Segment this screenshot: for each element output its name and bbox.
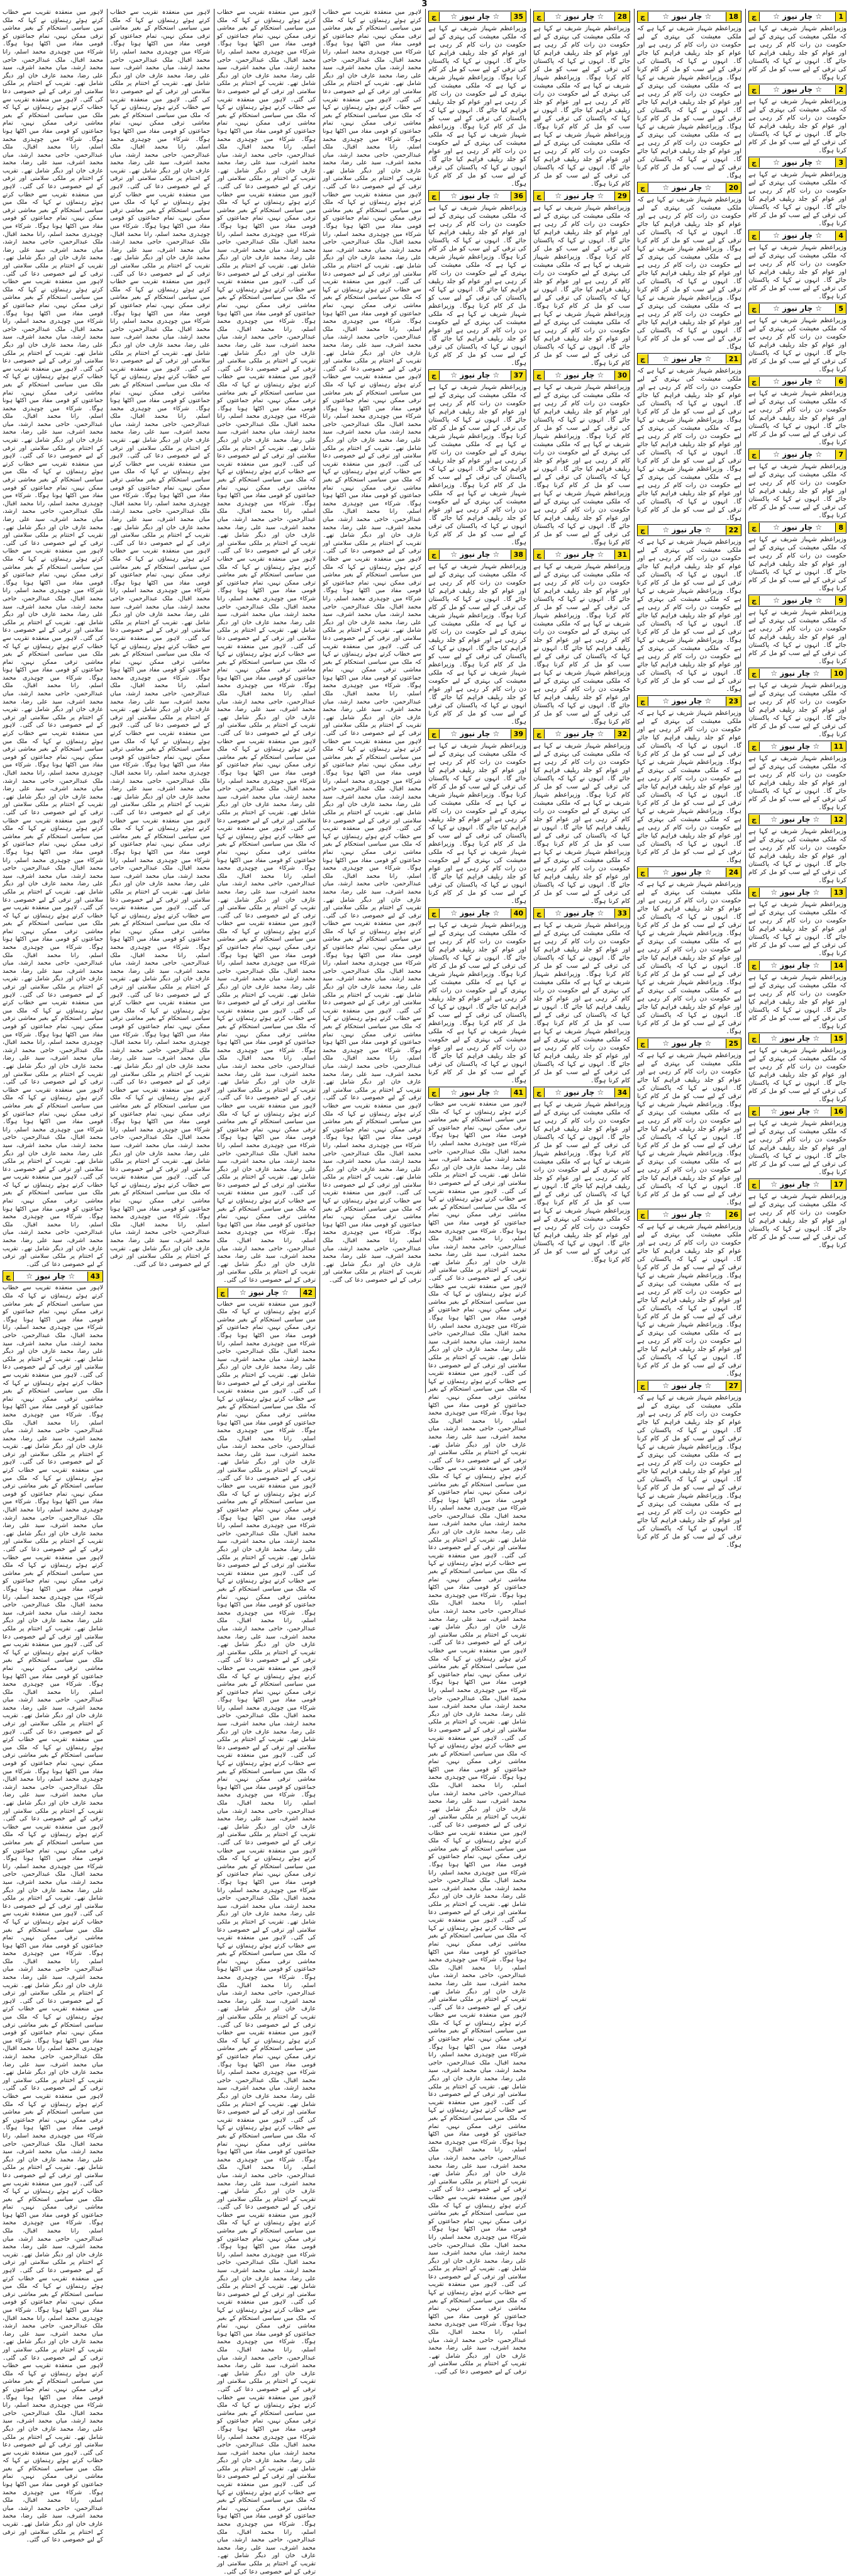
section-logo: چ xyxy=(638,1381,648,1391)
section-logo: چ xyxy=(429,729,440,739)
news-item-header xyxy=(533,728,630,740)
news-story: وزیراعظم شہباز شریف نے کہا ہے کہ ملکی معیشت کی بہتری کے لیے حکومت دن رات کام کر رہی ہے اور عوام کو جلد ریلیف فراہم کیا جائے گا۔ انہوں نے کہا کہ پاکستان کی ترقی کے لیے سب کو مل کر کام کرنا ہوگا۔ xyxy=(748,828,846,884)
section-title: ☆ چار نیوز ☆ xyxy=(662,1381,712,1390)
section-logo: چ xyxy=(749,1034,760,1043)
news-item-number: 36 xyxy=(511,191,526,201)
section-title: ☆ چار نیوز ☆ xyxy=(770,1034,820,1043)
page-number: 3 xyxy=(421,0,428,9)
news-story: لاہور میں منعقدہ تقریب سے خطاب کرتے ہوئے رہنماؤں نے کہا کہ ملک میں سیاسی استحکام کے بغیر معاشی ترقی ممکن نہیں، تمام جماعتوں کو قومی مفاد میں اکٹھا ہونا ہوگا۔ شرکاء میں چوہدری محمد اسلم، رانا محمد اقبال، ملک عبدالرحمن، حاجی محمد ارشد، میاں محمد اشرف، سید علی رضا، محمد عارف خان اور دیگر شامل تھے۔ تقریب کے اختتام پر ملکی سلامتی اور ترقی کے لیے خصوصی دعا کی گئی۔ لاہور میں منعقدہ تقریب سے خطاب کرتے ہوئے رہنماؤں نے کہا کہ ملک میں سیاسی استحکام کے بغیر معاشی ترقی ممکن نہیں، تمام جماعتوں کو قومی مفاد میں اکٹھا ہونا ہوگا۔ شرکاء میں چوہدری محمد اسلم، رانا محمد اقبال، ملک عبدالرحمن، حاجی محمد ارشد، میاں محمد اشرف، سید علی رضا، محمد عارف خان اور دیگر شامل تھے۔ تقریب کے اختتام پر ملکی سلامتی اور ترقی کے لیے خصوصی دعا کی گئی۔ لاہور میں منعقدہ تقریب سے خطاب کرتے ہوئے رہنماؤں نے کہا کہ ملک میں سیاسی استحکام کے بغیر معاشی ترقی ممکن نہیں، تمام جماعتوں کو قومی مفاد میں اکٹھا ہونا ہوگا۔ شرکاء میں چوہدری محمد اسلم، رانا محمد اقبال، ملک عبدالرحمن، حاجی محمد ارشد، میاں محمد اشرف، سید علی رضا، محمد عارف خان اور دیگر شامل تھے۔ تقریب کے اختتام پر ملکی سلامتی اور ترقی کے لیے خصوصی دعا کی گئی۔ لاہور میں منعقدہ تقریب سے خطاب کرتے ہوئے رہنماؤں نے کہا کہ ملک میں سیاسی استحکام کے بغیر معاشی ترقی ممکن نہیں، تمام جماعتوں کو قومی مفاد میں اکٹھا ہونا ہوگا۔ شرکاء میں چوہدری محمد اسلم، رانا محمد اقبال، ملک عبدالرحمن، حاجی محمد ارشد، میاں محمد اشرف، سید علی رضا، محمد عارف خان اور دیگر شامل تھے۔ تقریب کے اختتام پر ملکی سلامتی اور ترقی کے لیے خصوصی دعا کی گئی۔ لاہور میں منعقدہ تقریب سے خطاب کرتے ہوئے رہنماؤں نے کہا کہ ملک میں سیاسی استحکام کے بغیر معاشی ترقی ممکن نہیں، تمام جماعتوں کو قومی مفاد میں اکٹھا ہونا ہوگا۔ شرکاء میں چوہدری محمد اسلم، رانا محمد اقبال، ملک عبدالرحمن، حاجی محمد ارشد، میاں محمد اشرف، سید علی رضا، محمد عارف خان اور دیگر شامل تھے۔ تقریب کے اختتام پر ملکی سلامتی اور ترقی کے لیے خصوصی دعا کی گئی۔ لاہور میں منعقدہ تقریب سے خطاب کرتے ہوئے رہنماؤں نے کہا کہ ملک میں سیاسی استحکام کے بغیر معاشی ترقی ممکن نہیں، تمام جماعتوں کو قومی مفاد میں اکٹھا ہونا ہوگا۔ شرکاء میں چوہدری محمد اسلم، رانا محمد اقبال، ملک عبدالرحمن، حاجی محمد ارشد، میاں محمد اشرف، سید علی رضا، محمد عارف خان اور دیگر شامل تھے۔ تقریب کے اختتام پر ملکی سلامتی اور ترقی کے لیے خصوصی دعا کی گئی۔ لاہور میں منعقدہ تقریب سے خطاب کرتے ہوئے رہنماؤں نے کہا کہ ملک میں سیاسی استحکام کے بغیر معاشی ترقی ممکن نہیں، تمام جماعتوں کو قومی مفاد میں اکٹھا ہونا ہوگا۔ شرکاء میں چوہدری محمد اسلم، رانا محمد اقبال، ملک عبدالرحمن، حاجی محمد ارشد، میاں محمد اشرف، سید علی رضا، محمد عارف خان اور دیگر شامل تھے۔ تقریب کے اختتام پر ملکی سلامتی اور ترقی کے لیے خصوصی دعا کی گئی۔ لاہور میں منعقدہ تقریب سے خطاب کرتے ہوئے رہنماؤں نے کہا کہ ملک میں سیاسی استحکام کے بغیر معاشی ترقی ممکن نہیں، تمام جماعتوں کو قومی مفاد میں اکٹھا ہونا ہوگا۔ شرکاء میں چوہدری محمد اسلم، رانا محمد اقبال، ملک عبدالرحمن، حاجی محمد ارشد، میاں محمد اشرف، سید علی رضا، محمد عارف خان اور دیگر شامل تھے۔ تقریب کے اختتام پر ملکی سلامتی اور ترقی کے لیے خصوصی دعا کی گئی۔ لاہور میں منعقدہ تقریب سے خطاب کرتے ہوئے رہنماؤں نے کہا کہ ملک میں سیاسی استحکام کے بغیر معاشی ترقی ممکن نہیں، تمام جماعتوں کو قومی مفاد میں اکٹھا ہونا ہوگا۔ شرکاء میں چوہدری محمد اسلم، رانا محمد اقبال، ملک عبدالرحمن، حاجی محمد ارشد، میاں محمد اشرف، سید علی رضا، محمد عارف خان اور دیگر شامل تھے۔ تقریب کے اختتام پر ملکی سلامتی اور ترقی کے لیے خصوصی دعا کی گئی۔ لاہور میں منعقدہ تقریب سے خطاب کرتے ہوئے رہنماؤں نے کہا کہ ملک میں سیاسی استحکام کے بغیر معاشی ترقی ممکن نہیں، تمام جماعتوں کو قومی مفاد میں اکٹھا ہونا ہوگا۔ شرکاء میں چوہدری محمد اسلم، رانا محمد اقبال، ملک عبدالرحمن، حاجی محمد ارشد، میاں محمد اشرف، سید علی رضا، محمد عارف خان اور دیگر شامل تھے۔ تقریب کے اختتام پر ملکی سلامتی اور ترقی کے لیے خصوصی دعا کی گئی۔ لاہور میں منعقدہ تقریب سے خطاب کرتے ہوئے رہنماؤں نے کہا کہ ملک میں سیاسی استحکام کے بغیر معاشی ترقی ممکن نہیں، تمام جماعتوں کو قومی مفاد میں اکٹھا ہونا ہوگا۔ شرکاء میں چوہدری محمد اسلم، رانا محمد اقبال، ملک عبدالرحمن، حاجی محمد ارشد، میاں محمد اشرف، سید علی رضا، محمد عارف خان اور دیگر شامل تھے۔ تقریب کے اختتام پر ملکی سلامتی اور ترقی کے لیے خصوصی دعا کی گئی۔ لاہور میں منعقدہ تقریب سے خطاب کرتے ہوئے رہنماؤں نے کہا کہ ملک میں سیاسی استحکام کے بغیر معاشی ترقی ممکن نہیں، تمام جماعتوں کو قومی مفاد میں اکٹھا ہونا ہوگا۔ شرکاء میں چوہدری محمد اسلم، رانا محمد اقبال، ملک عبدالرحمن، حاجی محمد ارشد، میاں محمد اشرف، سید علی رضا، محمد عارف خان اور دیگر شامل تھے۔ تقریب کے اختتام پر ملکی سلامتی اور ترقی کے لیے خصوصی دعا کی گئی۔ لاہور میں منعقدہ تقریب سے خطاب کرتے ہوئے رہنماؤں نے کہا کہ ملک میں سیاسی استحکام کے بغیر معاشی ترقی ممکن نہیں، تمام جماعتوں کو قومی مفاد میں اکٹھا ہونا ہوگا۔ شرکاء میں چوہدری محمد اسلم، رانا محمد اقبال، ملک عبدالرحمن، حاجی محمد ارشد، میاں محمد اشرف، سید علی رضا، محمد عارف خان اور دیگر شامل تھے۔ تقریب کے اختتام پر ملکی سلامتی اور ترقی کے لیے خصوصی دعا کی گئی۔ لاہور میں منعقدہ تقریب سے خطاب کرتے ہوئے رہنماؤں نے کہا کہ ملک میں سیاسی استحکام کے بغیر معاشی ترقی ممکن نہیں، تمام جماعتوں کو قومی مفاد میں اکٹھا ہونا ہوگا۔ شرکاء میں چوہدری محمد اسلم، رانا محمد اقبال، ملک عبدالرحمن، حاجی محمد ارشد، میاں محمد اشرف، سید علی رضا، محمد عارف خان اور دیگر شامل تھے۔ تقریب کے اختتام پر ملکی سلامتی اور ترقی کے لیے خصوصی دعا کی گئی۔ xyxy=(428,1100,526,2375)
news-item-number: 25 xyxy=(726,1039,741,1048)
news-item-header xyxy=(748,303,846,315)
section-logo: چ xyxy=(534,191,545,201)
section-logo: چ xyxy=(749,158,760,167)
section-logo: چ xyxy=(429,1088,440,1097)
news-item-number: 33 xyxy=(614,909,630,918)
section-logo: چ xyxy=(749,304,760,313)
news-story: وزیراعظم شہباز شریف نے کہا ہے کہ ملکی معیشت کی بہتری کے لیے حکومت دن رات کام کر رہی ہے اور عوام کو جلد ریلیف فراہم کیا جائے گا۔ انہوں نے کہا کہ پاکستان کی ترقی کے لیے سب کو مل کر کام کرنا ہوگا۔ xyxy=(748,25,846,81)
news-story: وزیراعظم شہباز شریف نے کہا ہے کہ ملکی معیشت کی بہتری کے لیے حکومت دن رات کام کر رہی ہے اور عوام کو جلد ریلیف فراہم کیا جائے گا۔ انہوں نے کہا کہ پاکستان کی ترقی کے لیے سب کو مل کر کام کرنا ہوگا۔ وزیراعظم شہباز شریف نے کہا ہے کہ ملکی معیشت کی بہتری کے لیے حکومت دن رات کام کر رہی ہے اور عوام کو جلد ریلیف فراہم کیا جائے گا۔ انہوں نے کہا کہ پاکستان کی ترقی کے لیے سب کو مل کر کام کرنا ہوگا۔ وزیراعظم شہباز شریف نے کہا ہے کہ ملکی معیشت کی بہتری کے لیے حکومت دن رات کام کر رہی ہے اور عوام کو جلد ریلیف فراہم کیا جائے گا۔ انہوں نے کہا کہ پاکستان کی ترقی کے لیے سب کو مل کر کام کرنا ہوگا۔ xyxy=(533,563,630,725)
section-title: ☆ چار نیوز ☆ xyxy=(555,1088,604,1097)
news-item-header xyxy=(533,907,630,919)
section-title: ☆ چار نیوز ☆ xyxy=(770,1180,820,1189)
news-item-header xyxy=(748,741,846,753)
news-item-number: 41 xyxy=(511,1088,526,1097)
section-logo: چ xyxy=(749,523,760,532)
section-logo: چ xyxy=(749,450,760,459)
section-logo: چ xyxy=(3,1272,14,1281)
news-item-number: 40 xyxy=(511,909,526,918)
section-logo: چ xyxy=(638,354,648,364)
news-item-number: 15 xyxy=(831,1034,846,1043)
news-item-number: 14 xyxy=(831,961,846,970)
news-column-6 xyxy=(214,9,318,2575)
section-logo: چ xyxy=(638,525,648,535)
news-item-number: 4 xyxy=(835,231,846,240)
section-title: ☆ چار نیوز ☆ xyxy=(662,183,712,192)
section-logo: چ xyxy=(534,371,545,380)
news-item-number: 22 xyxy=(726,525,741,535)
news-item-header xyxy=(748,84,846,96)
news-column-7 xyxy=(107,9,213,1393)
news-story: وزیراعظم شہباز شریف نے کہا ہے کہ ملکی معیشت کی بہتری کے لیے حکومت دن رات کام کر رہی ہے اور عوام کو جلد ریلیف فراہم کیا جائے گا۔ انہوں نے کہا کہ پاکستان کی ترقی کے لیے سب کو مل کر کام کرنا ہوگا۔ وزیراعظم شہباز شریف نے کہا ہے کہ ملکی معیشت کی بہتری کے لیے حکومت دن رات کام کر رہی ہے اور عوام کو جلد ریلیف فراہم کیا جائے گا۔ انہوں نے کہا کہ پاکستان کی ترقی کے لیے سب کو مل کر کام کرنا ہوگا۔ وزیراعظم شہباز شریف نے کہا ہے کہ ملکی معیشت کی بہتری کے لیے حکومت دن رات کام کر رہی ہے اور عوام کو جلد ریلیف فراہم کیا جائے گا۔ انہوں نے کہا کہ پاکستان کی ترقی کے لیے سب کو مل کر کام کرنا ہوگا۔ xyxy=(533,25,630,188)
section-logo: چ xyxy=(534,909,545,918)
news-story: وزیراعظم شہباز شریف نے کہا ہے کہ ملکی معیشت کی بہتری کے لیے حکومت دن رات کام کر رہی ہے اور عوام کو جلد ریلیف فراہم کیا جائے گا۔ انہوں نے کہا کہ پاکستان کی ترقی کے لیے سب کو مل کر کام کرنا ہوگا۔ xyxy=(748,755,846,811)
news-item-header xyxy=(428,907,526,919)
section-title: ☆ چار نیوز ☆ xyxy=(555,909,604,917)
news-item-number: 16 xyxy=(831,1107,846,1116)
news-story: وزیراعظم شہباز شریف نے کہا ہے کہ ملکی معیشت کی بہتری کے لیے حکومت دن رات کام کر رہی ہے اور عوام کو جلد ریلیف فراہم کیا جائے گا۔ انہوں نے کہا کہ پاکستان کی ترقی کے لیے سب کو مل کر کام کرنا ہوگا۔ xyxy=(748,1047,846,1103)
news-story: وزیراعظم شہباز شریف نے کہا ہے کہ ملکی معیشت کی بہتری کے لیے حکومت دن رات کام کر رہی ہے اور عوام کو جلد ریلیف فراہم کیا جائے گا۔ انہوں نے کہا کہ پاکستان کی ترقی کے لیے سب کو مل کر کام کرنا ہوگا۔ xyxy=(748,317,846,373)
news-item-number: 35 xyxy=(511,12,526,21)
news-item-header xyxy=(637,11,741,23)
news-story: وزیراعظم شہباز شریف نے کہا ہے کہ ملکی معیشت کی بہتری کے لیے حکومت دن رات کام کر رہی ہے اور عوام کو جلد ریلیف فراہم کیا جائے گا۔ انہوں نے کہا کہ پاکستان کی ترقی کے لیے سب کو مل کر کام کرنا ہوگا۔ وزیراعظم شہباز شریف نے کہا ہے کہ ملکی معیشت کی بہتری کے لیے حکومت دن رات کام کر رہی ہے اور عوام کو جلد ریلیف فراہم کیا جائے گا۔ انہوں نے کہا کہ پاکستان کی ترقی کے لیے سب کو مل کر کام کرنا ہوگا۔ وزیراعظم شہباز شریف نے کہا ہے کہ ملکی معیشت کی بہتری کے لیے حکومت دن رات کام کر رہی ہے اور عوام کو جلد ریلیف فراہم کیا جائے گا۔ انہوں نے کہا کہ پاکستان کی ترقی کے لیے سب کو مل کر کام کرنا ہوگا۔ xyxy=(637,539,741,693)
news-story: وزیراعظم شہباز شریف نے کہا ہے کہ ملکی معیشت کی بہتری کے لیے حکومت دن رات کام کر رہی ہے اور عوام کو جلد ریلیف فراہم کیا جائے گا۔ انہوں نے کہا کہ پاکستان کی ترقی کے لیے سب کو مل کر کام کرنا ہوگا۔ xyxy=(748,390,846,446)
news-item-header xyxy=(533,11,630,23)
news-story: وزیراعظم شہباز شریف نے کہا ہے کہ ملکی معیشت کی بہتری کے لیے حکومت دن رات کام کر رہی ہے اور عوام کو جلد ریلیف فراہم کیا جائے گا۔ انہوں نے کہا کہ پاکستان کی ترقی کے لیے سب کو مل کر کام کرنا ہوگا۔ xyxy=(748,901,846,957)
news-column-5 xyxy=(319,9,424,1393)
section-logo: چ xyxy=(749,85,760,94)
news-story: لاہور میں منعقدہ تقریب سے خطاب کرتے ہوئے رہنماؤں نے کہا کہ ملک میں سیاسی استحکام کے بغیر معاشی ترقی ممکن نہیں، تمام جماعتوں کو قومی مفاد میں اکٹھا ہونا ہوگا۔ شرکاء میں چوہدری محمد اسلم، رانا محمد اقبال، ملک عبدالرحمن، حاجی محمد ارشد، میاں محمد اشرف، سید علی رضا، محمد عارف خان اور دیگر شامل تھے۔ تقریب کے اختتام پر ملکی سلامتی اور ترقی کے لیے خصوصی دعا کی گئی۔ لاہور میں منعقدہ تقریب سے خطاب کرتے ہوئے رہنماؤں نے کہا کہ ملک میں سیاسی استحکام کے بغیر معاشی ترقی ممکن نہیں، تمام جماعتوں کو قومی مفاد میں اکٹھا ہونا ہوگا۔ شرکاء میں چوہدری محمد اسلم، رانا محمد اقبال، ملک عبدالرحمن، حاجی محمد ارشد، میاں محمد اشرف، سید علی رضا، محمد عارف خان اور دیگر شامل تھے۔ تقریب کے اختتام پر ملکی سلامتی اور ترقی کے لیے خصوصی دعا کی گئی۔ لاہور میں منعقدہ تقریب سے خطاب کرتے ہوئے رہنماؤں نے کہا کہ ملک میں سیاسی استحکام کے بغیر معاشی ترقی ممکن نہیں، تمام جماعتوں کو قومی مفاد میں اکٹھا ہونا ہوگا۔ شرکاء میں چوہدری محمد اسلم، رانا محمد اقبال، ملک عبدالرحمن، حاجی محمد ارشد، میاں محمد اشرف، سید علی رضا، محمد عارف خان اور دیگر شامل تھے۔ تقریب کے اختتام پر ملکی سلامتی اور ترقی کے لیے خصوصی دعا کی گئی۔ لاہور میں منعقدہ تقریب سے خطاب کرتے ہوئے رہنماؤں نے کہا کہ ملک میں سیاسی استحکام کے بغیر معاشی ترقی ممکن نہیں، تمام جماعتوں کو قومی مفاد میں اکٹھا ہونا ہوگا۔ شرکاء میں چوہدری محمد اسلم، رانا محمد اقبال، ملک عبدالرحمن، حاجی محمد ارشد، میاں محمد اشرف، سید علی رضا، محمد عارف خان اور دیگر شامل تھے۔ تقریب کے اختتام پر ملکی سلامتی اور ترقی کے لیے خصوصی دعا کی گئی۔ لاہور میں منعقدہ تقریب سے خطاب کرتے ہوئے رہنماؤں نے کہا کہ ملک میں سیاسی استحکام کے بغیر معاشی ترقی ممکن نہیں، تمام جماعتوں کو قومی مفاد میں اکٹھا ہونا ہوگا۔ شرکاء میں چوہدری محمد اسلم، رانا محمد اقبال، ملک عبدالرحمن، حاجی محمد ارشد، میاں محمد اشرف، سید علی رضا، محمد عارف خان اور دیگر شامل تھے۔ تقریب کے اختتام پر ملکی سلامتی اور ترقی کے لیے خصوصی دعا کی گئی۔ لاہور میں منعقدہ تقریب سے خطاب کرتے ہوئے رہنماؤں نے کہا کہ ملک میں سیاسی استحکام کے بغیر معاشی ترقی ممکن نہیں، تمام جماعتوں کو قومی مفاد میں اکٹھا ہونا ہوگا۔ شرکاء میں چوہدری محمد اسلم، رانا محمد اقبال، ملک عبدالرحمن، حاجی محمد ارشد، میاں محمد اشرف، سید علی رضا، محمد عارف خان اور دیگر شامل تھے۔ تقریب کے اختتام پر ملکی سلامتی اور ترقی کے لیے خصوصی دعا کی گئی۔ لاہور میں منعقدہ تقریب سے خطاب کرتے ہوئے رہنماؤں نے کہا کہ ملک میں سیاسی استحکام کے بغیر معاشی ترقی ممکن نہیں، تمام جماعتوں کو قومی مفاد میں اکٹھا ہونا ہوگا۔ شرکاء میں چوہدری محمد اسلم، رانا محمد اقبال، ملک عبدالرحمن، حاجی محمد ارشد، میاں محمد اشرف، سید علی رضا، محمد عارف خان اور دیگر شامل تھے۔ تقریب کے اختتام پر ملکی سلامتی اور ترقی کے لیے خصوصی دعا کی گئی۔ لاہور میں منعقدہ تقریب سے خطاب کرتے ہوئے رہنماؤں نے کہا کہ ملک میں سیاسی استحکام کے بغیر معاشی ترقی ممکن نہیں، تمام جماعتوں کو قومی مفاد میں اکٹھا ہونا ہوگا۔ شرکاء میں چوہدری محمد اسلم، رانا محمد اقبال، ملک عبدالرحمن، حاجی محمد ارشد، میاں محمد اشرف، سید علی رضا، محمد عارف خان اور دیگر شامل تھے۔ تقریب کے اختتام پر ملکی سلامتی اور ترقی کے لیے خصوصی دعا کی گئی۔ لاہور میں منعقدہ تقریب سے خطاب کرتے ہوئے رہنماؤں نے کہا کہ ملک میں سیاسی استحکام کے بغیر معاشی ترقی ممکن نہیں، تمام جماعتوں کو قومی مفاد میں اکٹھا ہونا ہوگا۔ شرکاء میں چوہدری محمد اسلم، رانا محمد اقبال، ملک عبدالرحمن، حاجی محمد ارشد، میاں محمد اشرف، سید علی رضا، محمد عارف خان اور دیگر شامل تھے۔ تقریب کے اختتام پر ملکی سلامتی اور ترقی کے لیے خصوصی دعا کی گئی۔ لاہور میں منعقدہ تقریب سے خطاب کرتے ہوئے رہنماؤں نے کہا کہ ملک میں سیاسی استحکام کے بغیر معاشی ترقی ممکن نہیں، تمام جماعتوں کو قومی مفاد میں اکٹھا ہونا ہوگا۔ شرکاء میں چوہدری محمد اسلم، رانا محمد اقبال، ملک عبدالرحمن، حاجی محمد ارشد، میاں محمد اشرف، سید علی رضا، محمد عارف خان اور دیگر شامل تھے۔ تقریب کے اختتام پر ملکی سلامتی اور ترقی کے لیے خصوصی دعا کی گئی۔ لاہور میں منعقدہ تقریب سے خطاب کرتے ہوئے رہنماؤں نے کہا کہ ملک میں سیاسی استحکام کے بغیر معاشی ترقی ممکن نہیں، تمام جماعتوں کو قومی مفاد میں اکٹھا ہونا ہوگا۔ شرکاء میں چوہدری محمد اسلم، رانا محمد اقبال، ملک عبدالرحمن، حاجی محمد ارشد، میاں محمد اشرف، سید علی رضا، محمد عارف خان اور دیگر شامل تھے۔ تقریب کے اختتام پر ملکی سلامتی اور ترقی کے لیے خصوصی دعا کی گئی۔ لاہور میں منعقدہ تقریب سے خطاب کرتے ہوئے رہنماؤں نے کہا کہ ملک میں سیاسی استحکام کے بغیر معاشی ترقی ممکن نہیں، تمام جماعتوں کو قومی مفاد میں اکٹھا ہونا ہوگا۔ شرکاء میں چوہدری محمد اسلم، رانا محمد اقبال، ملک عبدالرحمن، حاجی محمد ارشد، میاں محمد اشرف، سید علی رضا، محمد عارف خان اور دیگر شامل تھے۔ تقریب کے اختتام پر ملکی سلامتی اور ترقی کے لیے خصوصی دعا کی گئی۔ لاہور میں منعقدہ تقریب سے خطاب کرتے ہوئے رہنماؤں نے کہا کہ ملک میں سیاسی استحکام کے بغیر معاشی ترقی ممکن نہیں، تمام جماعتوں کو قومی مفاد میں اکٹھا ہونا ہوگا۔ شرکاء میں چوہدری محمد اسلم، رانا محمد اقبال، ملک عبدالرحمن، حاجی محمد ارشد، میاں محمد اشرف، سید علی رضا، محمد عارف خان اور دیگر شامل تھے۔ تقریب کے اختتام پر ملکی سلامتی اور ترقی کے لیے خصوصی دعا کی گئی۔ لاہور میں منعقدہ تقریب سے خطاب کرتے ہوئے رہنماؤں نے کہا کہ ملک میں سیاسی استحکام کے بغیر معاشی ترقی ممکن نہیں، تمام جماعتوں کو قومی مفاد میں اکٹھا ہونا ہوگا۔ شرکاء میں چوہدری محمد اسلم، رانا محمد اقبال، ملک عبدالرحمن، حاجی محمد ارشد، میاں محمد اشرف، سید علی رضا، محمد عارف خان اور دیگر شامل تھے۔ تقریب کے اختتام پر ملکی سلامتی اور ترقی کے لیے خصوصی دعا کی گئی۔ xyxy=(3,9,103,1268)
section-title: ☆ چار نیوز ☆ xyxy=(770,815,820,824)
news-story: وزیراعظم شہباز شریف نے کہا ہے کہ ملکی معیشت کی بہتری کے لیے حکومت دن رات کام کر رہی ہے اور عوام کو جلد ریلیف فراہم کیا جائے گا۔ انہوں نے کہا کہ پاکستان کی ترقی کے لیے سب کو مل کر کام کرنا ہوگا۔ وزیراعظم شہباز شریف نے کہا ہے کہ ملکی معیشت کی بہتری کے لیے حکومت دن رات کام کر رہی ہے اور عوام کو جلد ریلیف فراہم کیا جائے گا۔ انہوں نے کہا کہ پاکستان کی ترقی کے لیے سب کو مل کر کام کرنا ہوگا۔ وزیراعظم شہباز شریف نے کہا ہے کہ ملکی معیشت کی بہتری کے لیے حکومت دن رات کام کر رہی ہے اور عوام کو جلد ریلیف فراہم کیا جائے گا۔ انہوں نے کہا کہ پاکستان کی ترقی کے لیے سب کو مل کر کام کرنا ہوگا۔ xyxy=(428,25,526,188)
section-title: ☆ چار نیوز ☆ xyxy=(239,1287,289,1297)
section-title: ☆ چار نیوز ☆ xyxy=(662,1210,712,1219)
news-item-number: 32 xyxy=(614,729,630,739)
section-logo: چ xyxy=(749,12,760,21)
news-item-number: 38 xyxy=(511,550,526,559)
news-item-number: 8 xyxy=(835,523,846,532)
section-logo: چ xyxy=(429,550,440,559)
news-item-header xyxy=(533,1087,630,1099)
news-item-header xyxy=(637,524,741,536)
section-title: ☆ چار نیوز ☆ xyxy=(555,550,604,559)
news-item-header xyxy=(748,522,846,534)
news-item-number: 42 xyxy=(300,1288,315,1297)
news-item-header xyxy=(637,695,741,707)
news-story: وزیراعظم شہباز شریف نے کہا ہے کہ ملکی معیشت کی بہتری کے لیے حکومت دن رات کام کر رہی ہے اور عوام کو جلد ریلیف فراہم کیا جائے گا۔ انہوں نے کہا کہ پاکستان کی ترقی کے لیے سب کو مل کر کام کرنا ہوگا۔ xyxy=(748,609,846,665)
section-logo: چ xyxy=(429,12,440,21)
news-column-3 xyxy=(530,9,633,1393)
news-story: وزیراعظم شہباز شریف نے کہا ہے کہ ملکی معیشت کی بہتری کے لیے حکومت دن رات کام کر رہی ہے اور عوام کو جلد ریلیف فراہم کیا جائے گا۔ انہوں نے کہا کہ پاکستان کی ترقی کے لیے سب کو مل کر کام کرنا ہوگا۔ xyxy=(748,536,846,592)
section-logo: چ xyxy=(638,697,648,706)
section-logo: چ xyxy=(749,961,760,970)
news-story: لاہور میں منعقدہ تقریب سے خطاب کرتے ہوئے رہنماؤں نے کہا کہ ملک میں سیاسی استحکام کے بغیر معاشی ترقی ممکن نہیں، تمام جماعتوں کو قومی مفاد میں اکٹھا ہونا ہوگا۔ شرکاء میں چوہدری محمد اسلم، رانا محمد اقبال، ملک عبدالرحمن، حاجی محمد ارشد، میاں محمد اشرف، سید علی رضا، محمد عارف خان اور دیگر شامل تھے۔ تقریب کے اختتام پر ملکی سلامتی اور ترقی کے لیے خصوصی دعا کی گئی۔ لاہور میں منعقدہ تقریب سے خطاب کرتے ہوئے رہنماؤں نے کہا کہ ملک میں سیاسی استحکام کے بغیر معاشی ترقی ممکن نہیں، تمام جماعتوں کو قومی مفاد میں اکٹھا ہونا ہوگا۔ شرکاء میں چوہدری محمد اسلم، رانا محمد اقبال، ملک عبدالرحمن، حاجی محمد ارشد، میاں محمد اشرف، سید علی رضا، محمد عارف خان اور دیگر شامل تھے۔ تقریب کے اختتام پر ملکی سلامتی اور ترقی کے لیے خصوصی دعا کی گئی۔ لاہور میں منعقدہ تقریب سے خطاب کرتے ہوئے رہنماؤں نے کہا کہ ملک میں سیاسی استحکام کے بغیر معاشی ترقی ممکن نہیں، تمام جماعتوں کو قومی مفاد میں اکٹھا ہونا ہوگا۔ شرکاء میں چوہدری محمد اسلم، رانا محمد اقبال، ملک عبدالرحمن، حاجی محمد ارشد، میاں محمد اشرف، سید علی رضا، محمد عارف خان اور دیگر شامل تھے۔ تقریب کے اختتام پر ملکی سلامتی اور ترقی کے لیے خصوصی دعا کی گئی۔ لاہور میں منعقدہ تقریب سے خطاب کرتے ہوئے رہنماؤں نے کہا کہ ملک میں سیاسی استحکام کے بغیر معاشی ترقی ممکن نہیں، تمام جماعتوں کو قومی مفاد میں اکٹھا ہونا ہوگا۔ شرکاء میں چوہدری محمد اسلم، رانا محمد اقبال، ملک عبدالرحمن، حاجی محمد ارشد، میاں محمد اشرف، سید علی رضا، محمد عارف خان اور دیگر شامل تھے۔ تقریب کے اختتام پر ملکی سلامتی اور ترقی کے لیے خصوصی دعا کی گئی۔ لاہور میں منعقدہ تقریب سے خطاب کرتے ہوئے رہنماؤں نے کہا کہ ملک میں سیاسی استحکام کے بغیر معاشی ترقی ممکن نہیں، تمام جماعتوں کو قومی مفاد میں اکٹھا ہونا ہوگا۔ شرکاء میں چوہدری محمد اسلم، رانا محمد اقبال، ملک عبدالرحمن، حاجی محمد ارشد، میاں محمد اشرف، سید علی رضا، محمد عارف خان اور دیگر شامل تھے۔ تقریب کے اختتام پر ملکی سلامتی اور ترقی کے لیے خصوصی دعا کی گئی۔ لاہور میں منعقدہ تقریب سے خطاب کرتے ہوئے رہنماؤں نے کہا کہ ملک میں سیاسی استحکام کے بغیر معاشی ترقی ممکن نہیں، تمام جماعتوں کو قومی مفاد میں اکٹھا ہونا ہوگا۔ شرکاء میں چوہدری محمد اسلم، رانا محمد اقبال، ملک عبدالرحمن، حاجی محمد ارشد، میاں محمد اشرف، سید علی رضا، محمد عارف خان اور دیگر شامل تھے۔ تقریب کے اختتام پر ملکی سلامتی اور ترقی کے لیے خصوصی دعا کی گئی۔ لاہور میں منعقدہ تقریب سے خطاب کرتے ہوئے رہنماؤں نے کہا کہ ملک میں سیاسی استحکام کے بغیر معاشی ترقی ممکن نہیں، تمام جماعتوں کو قومی مفاد میں اکٹھا ہونا ہوگا۔ شرکاء میں چوہدری محمد اسلم، رانا محمد اقبال، ملک عبدالرحمن، حاجی محمد ارشد، میاں محمد اشرف، سید علی رضا، محمد عارف خان اور دیگر شامل تھے۔ تقریب کے اختتام پر ملکی سلامتی اور ترقی کے لیے خصوصی دعا کی گئی۔ لاہور میں منعقدہ تقریب سے خطاب کرتے ہوئے رہنماؤں نے کہا کہ ملک میں سیاسی استحکام کے بغیر معاشی ترقی ممکن نہیں، تمام جماعتوں کو قومی مفاد میں اکٹھا ہونا ہوگا۔ شرکاء میں چوہدری محمد اسلم، رانا محمد اقبال، ملک عبدالرحمن، حاجی محمد ارشد، میاں محمد اشرف، سید علی رضا، محمد عارف خان اور دیگر شامل تھے۔ تقریب کے اختتام پر ملکی سلامتی اور ترقی کے لیے خصوصی دعا کی گئی۔ لاہور میں منعقدہ تقریب سے خطاب کرتے ہوئے رہنماؤں نے کہا کہ ملک میں سیاسی استحکام کے بغیر معاشی ترقی ممکن نہیں، تمام جماعتوں کو قومی مفاد میں اکٹھا ہونا ہوگا۔ شرکاء میں چوہدری محمد اسلم، رانا محمد اقبال، ملک عبدالرحمن، حاجی محمد ارشد، میاں محمد اشرف، سید علی رضا، محمد عارف خان اور دیگر شامل تھے۔ تقریب کے اختتام پر ملکی سلامتی اور ترقی کے لیے خصوصی دعا کی گئی۔ لاہور میں منعقدہ تقریب سے خطاب کرتے ہوئے رہنماؤں نے کہا کہ ملک میں سیاسی استحکام کے بغیر معاشی ترقی ممکن نہیں، تمام جماعتوں کو قومی مفاد میں اکٹھا ہونا ہوگا۔ شرکاء میں چوہدری محمد اسلم، رانا محمد اقبال، ملک عبدالرحمن، حاجی محمد ارشد، میاں محمد اشرف، سید علی رضا، محمد عارف خان اور دیگر شامل تھے۔ تقریب کے اختتام پر ملکی سلامتی اور ترقی کے لیے خصوصی دعا کی گئی۔ لاہور میں منعقدہ تقریب سے خطاب کرتے ہوئے رہنماؤں نے کہا کہ ملک میں سیاسی استحکام کے بغیر معاشی ترقی ممکن نہیں، تمام جماعتوں کو قومی مفاد میں اکٹھا ہونا ہوگا۔ شرکاء میں چوہدری محمد اسلم، رانا محمد اقبال، ملک عبدالرحمن، حاجی محمد ارشد، میاں محمد اشرف، سید علی رضا، محمد عارف خان اور دیگر شامل تھے۔ تقریب کے اختتام پر ملکی سلامتی اور ترقی کے لیے خصوصی دعا کی گئی۔ لاہور میں منعقدہ تقریب سے خطاب کرتے ہوئے رہنماؤں نے کہا کہ ملک میں سیاسی استحکام کے بغیر معاشی ترقی ممکن نہیں، تمام جماعتوں کو قومی مفاد میں اکٹھا ہونا ہوگا۔ شرکاء میں چوہدری محمد اسلم، رانا محمد اقبال، ملک عبدالرحمن، حاجی محمد ارشد، میاں محمد اشرف، سید علی رضا، محمد عارف خان اور دیگر شامل تھے۔ تقریب کے اختتام پر ملکی سلامتی اور ترقی کے لیے خصوصی دعا کی گئی۔ لاہور میں منعقدہ تقریب سے خطاب کرتے ہوئے رہنماؤں نے کہا کہ ملک میں سیاسی استحکام کے بغیر معاشی ترقی ممکن نہیں، تمام جماعتوں کو قومی مفاد میں اکٹھا ہونا ہوگا۔ شرکاء میں چوہدری محمد اسلم، رانا محمد اقبال، ملک عبدالرحمن، حاجی محمد ارشد، میاں محمد اشرف، سید علی رضا، محمد عارف خان اور دیگر شامل تھے۔ تقریب کے اختتام پر ملکی سلامتی اور ترقی کے لیے خصوصی دعا کی گئی۔ لاہور میں منعقدہ تقریب سے خطاب کرتے ہوئے رہنماؤں نے کہا کہ ملک میں سیاسی استحکام کے بغیر معاشی ترقی ممکن نہیں، تمام جماعتوں کو قومی مفاد میں اکٹھا ہونا ہوگا۔ شرکاء میں چوہدری محمد اسلم، رانا محمد اقبال، ملک عبدالرحمن، حاجی محمد ارشد، میاں محمد اشرف، سید علی رضا، محمد عارف خان اور دیگر شامل تھے۔ تقریب کے اختتام پر ملکی سلامتی اور ترقی کے لیے خصوصی دعا کی گئی۔ xyxy=(323,9,421,1284)
news-item-number: 21 xyxy=(726,354,741,364)
news-item-header xyxy=(3,1270,103,1282)
news-item-header xyxy=(428,11,526,23)
news-item-number: 11 xyxy=(831,742,846,751)
section-title: ☆ چار نیوز ☆ xyxy=(773,231,823,240)
news-item-header xyxy=(748,157,846,169)
section-title: ☆ چار نیوز ☆ xyxy=(770,888,820,897)
news-item-number: 26 xyxy=(726,1210,741,1219)
news-story: وزیراعظم شہباز شریف نے کہا ہے کہ ملکی معیشت کی بہتری کے لیے حکومت دن رات کام کر رہی ہے اور عوام کو جلد ریلیف فراہم کیا جائے گا۔ انہوں نے کہا کہ پاکستان کی ترقی کے لیے سب کو مل کر کام کرنا ہوگا۔ وزیراعظم شہباز شریف نے کہا ہے کہ ملکی معیشت کی بہتری کے لیے حکومت دن رات کام کر رہی ہے اور عوام کو جلد ریلیف فراہم کیا جائے گا۔ انہوں نے کہا کہ پاکستان کی ترقی کے لیے سب کو مل کر کام کرنا ہوگا۔ وزیراعظم شہباز شریف نے کہا ہے کہ ملکی معیشت کی بہتری کے لیے حکومت دن رات کام کر رہی ہے اور عوام کو جلد ریلیف فراہم کیا جائے گا۔ انہوں نے کہا کہ پاکستان کی ترقی کے لیے سب کو مل کر کام کرنا ہوگا۔ xyxy=(533,1101,630,1263)
section-title: ☆ چار نیوز ☆ xyxy=(662,354,712,363)
news-story: وزیراعظم شہباز شریف نے کہا ہے کہ ملکی معیشت کی بہتری کے لیے حکومت دن رات کام کر رہی ہے اور عوام کو جلد ریلیف فراہم کیا جائے گا۔ انہوں نے کہا کہ پاکستان کی ترقی کے لیے سب کو مل کر کام کرنا ہوگا۔ وزیراعظم شہباز شریف نے کہا ہے کہ ملکی معیشت کی بہتری کے لیے حکومت دن رات کام کر رہی ہے اور عوام کو جلد ریلیف فراہم کیا جائے گا۔ انہوں نے کہا کہ پاکستان کی ترقی کے لیے سب کو مل کر کام کرنا ہوگا۔ وزیراعظم شہباز شریف نے کہا ہے کہ ملکی معیشت کی بہتری کے لیے حکومت دن رات کام کر رہی ہے اور عوام کو جلد ریلیف فراہم کیا جائے گا۔ انہوں نے کہا کہ پاکستان کی ترقی کے لیے سب کو مل کر کام کرنا ہوگا۔ xyxy=(428,204,526,367)
section-logo: چ xyxy=(749,888,760,897)
news-story: وزیراعظم شہباز شریف نے کہا ہے کہ ملکی معیشت کی بہتری کے لیے حکومت دن رات کام کر رہی ہے اور عوام کو جلد ریلیف فراہم کیا جائے گا۔ انہوں نے کہا کہ پاکستان کی ترقی کے لیے سب کو مل کر کام کرنا ہوگا۔ xyxy=(748,1193,846,1249)
news-item-header xyxy=(637,353,741,365)
news-item-header xyxy=(748,1106,846,1117)
news-item-header xyxy=(748,960,846,972)
news-item-number: 43 xyxy=(87,1272,103,1281)
news-item-number: 10 xyxy=(831,669,846,678)
news-item-header xyxy=(637,182,741,194)
section-title: ☆ چار نیوز ☆ xyxy=(555,371,604,379)
section-logo: چ xyxy=(749,377,760,386)
news-item-number: 7 xyxy=(835,450,846,459)
news-item-header xyxy=(748,1033,846,1044)
news-item-number: 3 xyxy=(835,158,846,167)
section-logo: چ xyxy=(749,815,760,824)
news-story: وزیراعظم شہباز شریف نے کہا ہے کہ ملکی معیشت کی بہتری کے لیے حکومت دن رات کام کر رہی ہے اور عوام کو جلد ریلیف فراہم کیا جائے گا۔ انہوں نے کہا کہ پاکستان کی ترقی کے لیے سب کو مل کر کام کرنا ہوگا۔ xyxy=(748,98,846,154)
news-item-number: 29 xyxy=(614,191,630,201)
news-item-number: 13 xyxy=(831,888,846,897)
news-column-1 xyxy=(745,9,849,1393)
news-item-header xyxy=(428,369,526,381)
section-logo: چ xyxy=(534,12,545,21)
news-story: وزیراعظم شہباز شریف نے کہا ہے کہ ملکی معیشت کی بہتری کے لیے حکومت دن رات کام کر رہی ہے اور عوام کو جلد ریلیف فراہم کیا جائے گا۔ انہوں نے کہا کہ پاکستان کی ترقی کے لیے سب کو مل کر کام کرنا ہوگا۔ وزیراعظم شہباز شریف نے کہا ہے کہ ملکی معیشت کی بہتری کے لیے حکومت دن رات کام کر رہی ہے اور عوام کو جلد ریلیف فراہم کیا جائے گا۔ انہوں نے کہا کہ پاکستان کی ترقی کے لیے سب کو مل کر کام کرنا ہوگا۔ وزیراعظم شہباز شریف نے کہا ہے کہ ملکی معیشت کی بہتری کے لیے حکومت دن رات کام کر رہی ہے اور عوام کو جلد ریلیف فراہم کیا جائے گا۔ انہوں نے کہا کہ پاکستان کی ترقی کے لیے سب کو مل کر کام کرنا ہوگا۔ xyxy=(637,710,741,864)
section-logo: چ xyxy=(638,1210,648,1219)
news-column-4 xyxy=(425,9,529,2375)
section-title: ☆ چار نیوز ☆ xyxy=(773,304,823,313)
section-title: ☆ چار نیوز ☆ xyxy=(555,729,604,738)
section-title: ☆ چار نیوز ☆ xyxy=(450,371,500,379)
section-title: ☆ چار نیوز ☆ xyxy=(770,669,820,678)
news-item-number: 20 xyxy=(726,183,741,193)
section-logo: چ xyxy=(749,1107,760,1116)
news-item-header xyxy=(217,1287,316,1299)
section-title: ☆ چار نیوز ☆ xyxy=(450,909,500,917)
news-item-number: 5 xyxy=(835,304,846,313)
section-title: ☆ چار نیوز ☆ xyxy=(773,450,823,459)
news-item-header xyxy=(748,376,846,388)
news-item-number: 30 xyxy=(614,371,630,380)
news-item-number: 28 xyxy=(614,12,630,21)
section-title: ☆ چار نیوز ☆ xyxy=(662,697,712,705)
news-item-header xyxy=(748,230,846,242)
news-story: وزیراعظم شہباز شریف نے کہا ہے کہ ملکی معیشت کی بہتری کے لیے حکومت دن رات کام کر رہی ہے اور عوام کو جلد ریلیف فراہم کیا جائے گا۔ انہوں نے کہا کہ پاکستان کی ترقی کے لیے سب کو مل کر کام کرنا ہوگا۔ وزیراعظم شہباز شریف نے کہا ہے کہ ملکی معیشت کی بہتری کے لیے حکومت دن رات کام کر رہی ہے اور عوام کو جلد ریلیف فراہم کیا جائے گا۔ انہوں نے کہا کہ پاکستان کی ترقی کے لیے سب کو مل کر کام کرنا ہوگا۔ وزیراعظم شہباز شریف نے کہا ہے کہ ملکی معیشت کی بہتری کے لیے حکومت دن رات کام کر رہی ہے اور عوام کو جلد ریلیف فراہم کیا جائے گا۔ انہوں نے کہا کہ پاکستان کی ترقی کے لیے سب کو مل کر کام کرنا ہوگا۔ xyxy=(428,742,526,905)
news-item-number: 24 xyxy=(726,868,741,877)
news-item-header xyxy=(533,190,630,202)
news-item-header xyxy=(637,1380,741,1392)
section-title: ☆ چار نیوز ☆ xyxy=(773,12,823,21)
news-item-header xyxy=(748,11,846,23)
section-logo: چ xyxy=(638,183,648,193)
news-story: وزیراعظم شہباز شریف نے کہا ہے کہ ملکی معیشت کی بہتری کے لیے حکومت دن رات کام کر رہی ہے اور عوام کو جلد ریلیف فراہم کیا جائے گا۔ انہوں نے کہا کہ پاکستان کی ترقی کے لیے سب کو مل کر کام کرنا ہوگا۔ وزیراعظم شہباز شریف نے کہا ہے کہ ملکی معیشت کی بہتری کے لیے حکومت دن رات کام کر رہی ہے اور عوام کو جلد ریلیف فراہم کیا جائے گا۔ انہوں نے کہا کہ پاکستان کی ترقی کے لیے سب کو مل کر کام کرنا ہوگا۔ وزیراعظم شہباز شریف نے کہا ہے کہ ملکی معیشت کی بہتری کے لیے حکومت دن رات کام کر رہی ہے اور عوام کو جلد ریلیف فراہم کیا جائے گا۔ انہوں نے کہا کہ پاکستان کی ترقی کے لیے سب کو مل کر کام کرنا ہوگا۔ xyxy=(428,922,526,1084)
news-item-header xyxy=(637,866,741,878)
section-logo: چ xyxy=(534,1088,545,1097)
section-logo: چ xyxy=(218,1288,228,1297)
section-title: ☆ چار نیوز ☆ xyxy=(662,525,712,534)
section-logo: چ xyxy=(429,909,440,918)
news-story: وزیراعظم شہباز شریف نے کہا ہے کہ ملکی معیشت کی بہتری کے لیے حکومت دن رات کام کر رہی ہے اور عوام کو جلد ریلیف فراہم کیا جائے گا۔ انہوں نے کہا کہ پاکستان کی ترقی کے لیے سب کو مل کر کام کرنا ہوگا۔ xyxy=(748,171,846,227)
news-item-header xyxy=(428,549,526,561)
news-item-number: 37 xyxy=(511,371,526,380)
news-item-number: 31 xyxy=(614,550,630,559)
section-title: ☆ چار نیوز ☆ xyxy=(773,523,823,532)
section-title: ☆ چار نیوز ☆ xyxy=(773,85,823,94)
news-item-number: 34 xyxy=(614,1088,630,1097)
news-story: وزیراعظم شہباز شریف نے کہا ہے کہ ملکی معیشت کی بہتری کے لیے حکومت دن رات کام کر رہی ہے اور عوام کو جلد ریلیف فراہم کیا جائے گا۔ انہوں نے کہا کہ پاکستان کی ترقی کے لیے سب کو مل کر کام کرنا ہوگا۔ وزیراعظم شہباز شریف نے کہا ہے کہ ملکی معیشت کی بہتری کے لیے حکومت دن رات کام کر رہی ہے اور عوام کو جلد ریلیف فراہم کیا جائے گا۔ انہوں نے کہا کہ پاکستان کی ترقی کے لیے سب کو مل کر کام کرنا ہوگا۔ وزیراعظم شہباز شریف نے کہا ہے کہ ملکی معیشت کی بہتری کے لیے حکومت دن رات کام کر رہی ہے اور عوام کو جلد ریلیف فراہم کیا جائے گا۔ انہوں نے کہا کہ پاکستان کی ترقی کے لیے سب کو مل کر کام کرنا ہوگا۔ xyxy=(533,384,630,546)
news-story: وزیراعظم شہباز شریف نے کہا ہے کہ ملکی معیشت کی بہتری کے لیے حکومت دن رات کام کر رہی ہے اور عوام کو جلد ریلیف فراہم کیا جائے گا۔ انہوں نے کہا کہ پاکستان کی ترقی کے لیے سب کو مل کر کام کرنا ہوگا۔ وزیراعظم شہباز شریف نے کہا ہے کہ ملکی معیشت کی بہتری کے لیے حکومت دن رات کام کر رہی ہے اور عوام کو جلد ریلیف فراہم کیا جائے گا۔ انہوں نے کہا کہ پاکستان کی ترقی کے لیے سب کو مل کر کام کرنا ہوگا۔ وزیراعظم شہباز شریف نے کہا ہے کہ ملکی معیشت کی بہتری کے لیے حکومت دن رات کام کر رہی ہے اور عوام کو جلد ریلیف فراہم کیا جائے گا۔ انہوں نے کہا کہ پاکستان کی ترقی کے لیے سب کو مل کر کام کرنا ہوگا۔ xyxy=(637,1394,741,1548)
section-title: ☆ چار نیوز ☆ xyxy=(662,1039,712,1048)
news-item-header xyxy=(748,814,846,826)
news-item-header xyxy=(637,1038,741,1050)
news-item-header xyxy=(748,449,846,461)
news-item-number: 23 xyxy=(726,697,741,706)
news-item-header xyxy=(533,549,630,561)
section-logo: چ xyxy=(534,550,545,559)
news-story: لاہور میں منعقدہ تقریب سے خطاب کرتے ہوئے رہنماؤں نے کہا کہ ملک میں سیاسی استحکام کے بغیر معاشی ترقی ممکن نہیں، تمام جماعتوں کو قومی مفاد میں اکٹھا ہونا ہوگا۔ شرکاء میں چوہدری محمد اسلم، رانا محمد اقبال، ملک عبدالرحمن، حاجی محمد ارشد، میاں محمد اشرف، سید علی رضا، محمد عارف خان اور دیگر شامل تھے۔ تقریب کے اختتام پر ملکی سلامتی اور ترقی کے لیے خصوصی دعا کی گئی۔ لاہور میں منعقدہ تقریب سے خطاب کرتے ہوئے رہنماؤں نے کہا کہ ملک میں سیاسی استحکام کے بغیر معاشی ترقی ممکن نہیں، تمام جماعتوں کو قومی مفاد میں اکٹھا ہونا ہوگا۔ شرکاء میں چوہدری محمد اسلم، رانا محمد اقبال، ملک عبدالرحمن، حاجی محمد ارشد، میاں محمد اشرف، سید علی رضا، محمد عارف خان اور دیگر شامل تھے۔ تقریب کے اختتام پر ملکی سلامتی اور ترقی کے لیے خصوصی دعا کی گئی۔ لاہور میں منعقدہ تقریب سے خطاب کرتے ہوئے رہنماؤں نے کہا کہ ملک میں سیاسی استحکام کے بغیر معاشی ترقی ممکن نہیں، تمام جماعتوں کو قومی مفاد میں اکٹھا ہونا ہوگا۔ شرکاء میں چوہدری محمد اسلم، رانا محمد اقبال، ملک عبدالرحمن، حاجی محمد ارشد، میاں محمد اشرف، سید علی رضا، محمد عارف خان اور دیگر شامل تھے۔ تقریب کے اختتام پر ملکی سلامتی اور ترقی کے لیے خصوصی دعا کی گئی۔ لاہور میں منعقدہ تقریب سے خطاب کرتے ہوئے رہنماؤں نے کہا کہ ملک میں سیاسی استحکام کے بغیر معاشی ترقی ممکن نہیں، تمام جماعتوں کو قومی مفاد میں اکٹھا ہونا ہوگا۔ شرکاء میں چوہدری محمد اسلم، رانا محمد اقبال، ملک عبدالرحمن، حاجی محمد ارشد، میاں محمد اشرف، سید علی رضا، محمد عارف خان اور دیگر شامل تھے۔ تقریب کے اختتام پر ملکی سلامتی اور ترقی کے لیے خصوصی دعا کی گئی۔ لاہور میں منعقدہ تقریب سے خطاب کرتے ہوئے رہنماؤں نے کہا کہ ملک میں سیاسی استحکام کے بغیر معاشی ترقی ممکن نہیں، تمام جماعتوں کو قومی مفاد میں اکٹھا ہونا ہوگا۔ شرکاء میں چوہدری محمد اسلم، رانا محمد اقبال، ملک عبدالرحمن، حاجی محمد ارشد، میاں محمد اشرف، سید علی رضا، محمد عارف خان اور دیگر شامل تھے۔ تقریب کے اختتام پر ملکی سلامتی اور ترقی کے لیے خصوصی دعا کی گئی۔ لاہور میں منعقدہ تقریب سے خطاب کرتے ہوئے رہنماؤں نے کہا کہ ملک میں سیاسی استحکام کے بغیر معاشی ترقی ممکن نہیں، تمام جماعتوں کو قومی مفاد میں اکٹھا ہونا ہوگا۔ شرکاء میں چوہدری محمد اسلم، رانا محمد اقبال، ملک عبدالرحمن، حاجی محمد ارشد، میاں محمد اشرف، سید علی رضا، محمد عارف خان اور دیگر شامل تھے۔ تقریب کے اختتام پر ملکی سلامتی اور ترقی کے لیے خصوصی دعا کی گئی۔ لاہور میں منعقدہ تقریب سے خطاب کرتے ہوئے رہنماؤں نے کہا کہ ملک میں سیاسی استحکام کے بغیر معاشی ترقی ممکن نہیں، تمام جماعتوں کو قومی مفاد میں اکٹھا ہونا ہوگا۔ شرکاء میں چوہدری محمد اسلم، رانا محمد اقبال، ملک عبدالرحمن، حاجی محمد ارشد، میاں محمد اشرف، سید علی رضا، محمد عارف خان اور دیگر شامل تھے۔ تقریب کے اختتام پر ملکی سلامتی اور ترقی کے لیے خصوصی دعا کی گئی۔ لاہور میں منعقدہ تقریب سے خطاب کرتے ہوئے رہنماؤں نے کہا کہ ملک میں سیاسی استحکام کے بغیر معاشی ترقی ممکن نہیں، تمام جماعتوں کو قومی مفاد میں اکٹھا ہونا ہوگا۔ شرکاء میں چوہدری محمد اسلم، رانا محمد اقبال، ملک عبدالرحمن، حاجی محمد ارشد، میاں محمد اشرف، سید علی رضا، محمد عارف خان اور دیگر شامل تھے۔ تقریب کے اختتام پر ملکی سلامتی اور ترقی کے لیے خصوصی دعا کی گئی۔ لاہور میں منعقدہ تقریب سے خطاب کرتے ہوئے رہنماؤں نے کہا کہ ملک میں سیاسی استحکام کے بغیر معاشی ترقی ممکن نہیں، تمام جماعتوں کو قومی مفاد میں اکٹھا ہونا ہوگا۔ شرکاء میں چوہدری محمد اسلم، رانا محمد اقبال، ملک عبدالرحمن، حاجی محمد ارشد، میاں محمد اشرف، سید علی رضا، محمد عارف خان اور دیگر شامل تھے۔ تقریب کے اختتام پر ملکی سلامتی اور ترقی کے لیے خصوصی دعا کی گئی۔ لاہور میں منعقدہ تقریب سے خطاب کرتے ہوئے رہنماؤں نے کہا کہ ملک میں سیاسی استحکام کے بغیر معاشی ترقی ممکن نہیں، تمام جماعتوں کو قومی مفاد میں اکٹھا ہونا ہوگا۔ شرکاء میں چوہدری محمد اسلم، رانا محمد اقبال، ملک عبدالرحمن، حاجی محمد ارشد، میاں محمد اشرف، سید علی رضا، محمد عارف خان اور دیگر شامل تھے۔ تقریب کے اختتام پر ملکی سلامتی اور ترقی کے لیے خصوصی دعا کی گئی۔ لاہور میں منعقدہ تقریب سے خطاب کرتے ہوئے رہنماؤں نے کہا کہ ملک میں سیاسی استحکام کے بغیر معاشی ترقی ممکن نہیں، تمام جماعتوں کو قومی مفاد میں اکٹھا ہونا ہوگا۔ شرکاء میں چوہدری محمد اسلم، رانا محمد اقبال، ملک عبدالرحمن، حاجی محمد ارشد، میاں محمد اشرف، سید علی رضا، محمد عارف خان اور دیگر شامل تھے۔ تقریب کے اختتام پر ملکی سلامتی اور ترقی کے لیے خصوصی دعا کی گئی۔ لاہور میں منعقدہ تقریب سے خطاب کرتے ہوئے رہنماؤں نے کہا کہ ملک میں سیاسی استحکام کے بغیر معاشی ترقی ممکن نہیں، تمام جماعتوں کو قومی مفاد میں اکٹھا ہونا ہوگا۔ شرکاء میں چوہدری محمد اسلم، رانا محمد اقبال، ملک عبدالرحمن، حاجی محمد ارشد، میاں محمد اشرف، سید علی رضا، محمد عارف خان اور دیگر شامل تھے۔ تقریب کے اختتام پر ملکی سلامتی اور ترقی کے لیے خصوصی دعا کی گئی۔ لاہور میں منعقدہ تقریب سے خطاب کرتے ہوئے رہنماؤں نے کہا کہ ملک میں سیاسی استحکام کے بغیر معاشی ترقی ممکن نہیں، تمام جماعتوں کو قومی مفاد میں اکٹھا ہونا ہوگا۔ شرکاء میں چوہدری محمد اسلم، رانا محمد اقبال، ملک عبدالرحمن، حاجی محمد ارشد، میاں محمد اشرف، سید علی رضا، محمد عارف خان اور دیگر شامل تھے۔ تقریب کے اختتام پر ملکی سلامتی اور ترقی کے لیے خصوصی دعا کی گئی۔ لاہور میں منعقدہ تقریب سے خطاب کرتے ہوئے رہنماؤں نے کہا کہ ملک میں سیاسی استحکام کے بغیر معاشی ترقی ممکن نہیں، تمام جماعتوں کو قومی مفاد میں اکٹھا ہونا ہوگا۔ شرکاء میں چوہدری محمد اسلم، رانا محمد اقبال، ملک عبدالرحمن، حاجی محمد ارشد، میاں محمد اشرف، سید علی رضا، محمد عارف خان اور دیگر شامل تھے۔ تقریب کے اختتام پر ملکی سلامتی اور ترقی کے لیے خصوصی دعا کی گئی۔ xyxy=(217,1300,316,2575)
section-title: ☆ چار نیوز ☆ xyxy=(662,868,712,876)
section-title: ☆ چار نیوز ☆ xyxy=(450,550,500,559)
news-story: وزیراعظم شہباز شریف نے کہا ہے کہ ملکی معیشت کی بہتری کے لیے حکومت دن رات کام کر رہی ہے اور عوام کو جلد ریلیف فراہم کیا جائے گا۔ انہوں نے کہا کہ پاکستان کی ترقی کے لیے سب کو مل کر کام کرنا ہوگا۔ وزیراعظم شہباز شریف نے کہا ہے کہ ملکی معیشت کی بہتری کے لیے حکومت دن رات کام کر رہی ہے اور عوام کو جلد ریلیف فراہم کیا جائے گا۔ انہوں نے کہا کہ پاکستان کی ترقی کے لیے سب کو مل کر کام کرنا ہوگا۔ وزیراعظم شہباز شریف نے کہا ہے کہ ملکی معیشت کی بہتری کے لیے حکومت دن رات کام کر رہی ہے اور عوام کو جلد ریلیف فراہم کیا جائے گا۔ انہوں نے کہا کہ پاکستان کی ترقی کے لیے سب کو مل کر کام کرنا ہوگا۔ xyxy=(428,563,526,725)
section-logo: چ xyxy=(429,191,440,201)
news-item-number: 27 xyxy=(726,1381,741,1391)
section-title: ☆ چار نیوز ☆ xyxy=(773,377,823,386)
news-item-number: 2 xyxy=(835,85,846,94)
news-story: وزیراعظم شہباز شریف نے کہا ہے کہ ملکی معیشت کی بہتری کے لیے حکومت دن رات کام کر رہی ہے اور عوام کو جلد ریلیف فراہم کیا جائے گا۔ انہوں نے کہا کہ پاکستان کی ترقی کے لیے سب کو مل کر کام کرنا ہوگا۔ وزیراعظم شہباز شریف نے کہا ہے کہ ملکی معیشت کی بہتری کے لیے حکومت دن رات کام کر رہی ہے اور عوام کو جلد ریلیف فراہم کیا جائے گا۔ انہوں نے کہا کہ پاکستان کی ترقی کے لیے سب کو مل کر کام کرنا ہوگا۔ وزیراعظم شہباز شریف نے کہا ہے کہ ملکی معیشت کی بہتری کے لیے حکومت دن رات کام کر رہی ہے اور عوام کو جلد ریلیف فراہم کیا جائے گا۔ انہوں نے کہا کہ پاکستان کی ترقی کے لیے سب کو مل کر کام کرنا ہوگا۔ xyxy=(533,922,630,1084)
news-item-header xyxy=(748,887,846,899)
news-story: وزیراعظم شہباز شریف نے کہا ہے کہ ملکی معیشت کی بہتری کے لیے حکومت دن رات کام کر رہی ہے اور عوام کو جلد ریلیف فراہم کیا جائے گا۔ انہوں نے کہا کہ پاکستان کی ترقی کے لیے سب کو مل کر کام کرنا ہوگا۔ xyxy=(748,1120,846,1176)
news-story: وزیراعظم شہباز شریف نے کہا ہے کہ ملکی معیشت کی بہتری کے لیے حکومت دن رات کام کر رہی ہے اور عوام کو جلد ریلیف فراہم کیا جائے گا۔ انہوں نے کہا کہ پاکستان کی ترقی کے لیے سب کو مل کر کام کرنا ہوگا۔ وزیراعظم شہباز شریف نے کہا ہے کہ ملکی معیشت کی بہتری کے لیے حکومت دن رات کام کر رہی ہے اور عوام کو جلد ریلیف فراہم کیا جائے گا۔ انہوں نے کہا کہ پاکستان کی ترقی کے لیے سب کو مل کر کام کرنا ہوگا۔ وزیراعظم شہباز شریف نے کہا ہے کہ ملکی معیشت کی بہتری کے لیے حکومت دن رات کام کر رہی ہے اور عوام کو جلد ریلیف فراہم کیا جائے گا۔ انہوں نے کہا کہ پاکستان کی ترقی کے لیے سب کو مل کر کام کرنا ہوگا۔ xyxy=(637,1052,741,1206)
section-logo: چ xyxy=(638,1039,648,1048)
news-story: وزیراعظم شہباز شریف نے کہا ہے کہ ملکی معیشت کی بہتری کے لیے حکومت دن رات کام کر رہی ہے اور عوام کو جلد ریلیف فراہم کیا جائے گا۔ انہوں نے کہا کہ پاکستان کی ترقی کے لیے سب کو مل کر کام کرنا ہوگا۔ وزیراعظم شہباز شریف نے کہا ہے کہ ملکی معیشت کی بہتری کے لیے حکومت دن رات کام کر رہی ہے اور عوام کو جلد ریلیف فراہم کیا جائے گا۔ انہوں نے کہا کہ پاکستان کی ترقی کے لیے سب کو مل کر کام کرنا ہوگا۔ وزیراعظم شہباز شریف نے کہا ہے کہ ملکی معیشت کی بہتری کے لیے حکومت دن رات کام کر رہی ہے اور عوام کو جلد ریلیف فراہم کیا جائے گا۔ انہوں نے کہا کہ پاکستان کی ترقی کے لیے سب کو مل کر کام کرنا ہوگا۔ xyxy=(533,204,630,367)
news-story: لاہور میں منعقدہ تقریب سے خطاب کرتے ہوئے رہنماؤں نے کہا کہ ملک میں سیاسی استحکام کے بغیر معاشی ترقی ممکن نہیں، تمام جماعتوں کو قومی مفاد میں اکٹھا ہونا ہوگا۔ شرکاء میں چوہدری محمد اسلم، رانا محمد اقبال، ملک عبدالرحمن، حاجی محمد ارشد، میاں محمد اشرف، سید علی رضا، محمد عارف خان اور دیگر شامل تھے۔ تقریب کے اختتام پر ملکی سلامتی اور ترقی کے لیے خصوصی دعا کی گئی۔ لاہور میں منعقدہ تقریب سے خطاب کرتے ہوئے رہنماؤں نے کہا کہ ملک میں سیاسی استحکام کے بغیر معاشی ترقی ممکن نہیں، تمام جماعتوں کو قومی مفاد میں اکٹھا ہونا ہوگا۔ شرکاء میں چوہدری محمد اسلم، رانا محمد اقبال، ملک عبدالرحمن، حاجی محمد ارشد، میاں محمد اشرف، سید علی رضا، محمد عارف خان اور دیگر شامل تھے۔ تقریب کے اختتام پر ملکی سلامتی اور ترقی کے لیے خصوصی دعا کی گئی۔ لاہور میں منعقدہ تقریب سے خطاب کرتے ہوئے رہنماؤں نے کہا کہ ملک میں سیاسی استحکام کے بغیر معاشی ترقی ممکن نہیں، تمام جماعتوں کو قومی مفاد میں اکٹھا ہونا ہوگا۔ شرکاء میں چوہدری محمد اسلم، رانا محمد اقبال، ملک عبدالرحمن، حاجی محمد ارشد، میاں محمد اشرف، سید علی رضا، محمد عارف خان اور دیگر شامل تھے۔ تقریب کے اختتام پر ملکی سلامتی اور ترقی کے لیے خصوصی دعا کی گئی۔ لاہور میں منعقدہ تقریب سے خطاب کرتے ہوئے رہنماؤں نے کہا کہ ملک میں سیاسی استحکام کے بغیر معاشی ترقی ممکن نہیں، تمام جماعتوں کو قومی مفاد میں اکٹھا ہونا ہوگا۔ شرکاء میں چوہدری محمد اسلم، رانا محمد اقبال، ملک عبدالرحمن، حاجی محمد ارشد، میاں محمد اشرف، سید علی رضا، محمد عارف خان اور دیگر شامل تھے۔ تقریب کے اختتام پر ملکی سلامتی اور ترقی کے لیے خصوصی دعا کی گئی۔ لاہور میں منعقدہ تقریب سے خطاب کرتے ہوئے رہنماؤں نے کہا کہ ملک میں سیاسی استحکام کے بغیر معاشی ترقی ممکن نہیں، تمام جماعتوں کو قومی مفاد میں اکٹھا ہونا ہوگا۔ شرکاء میں چوہدری محمد اسلم، رانا محمد اقبال، ملک عبدالرحمن، حاجی محمد ارشد، میاں محمد اشرف، سید علی رضا، محمد عارف خان اور دیگر شامل تھے۔ تقریب کے اختتام پر ملکی سلامتی اور ترقی کے لیے خصوصی دعا کی گئی۔ لاہور میں منعقدہ تقریب سے خطاب کرتے ہوئے رہنماؤں نے کہا کہ ملک میں سیاسی استحکام کے بغیر معاشی ترقی ممکن نہیں، تمام جماعتوں کو قومی مفاد میں اکٹھا ہونا ہوگا۔ شرکاء میں چوہدری محمد اسلم، رانا محمد اقبال، ملک عبدالرحمن، حاجی محمد ارشد، میاں محمد اشرف، سید علی رضا، محمد عارف خان اور دیگر شامل تھے۔ تقریب کے اختتام پر ملکی سلامتی اور ترقی کے لیے خصوصی دعا کی گئی۔ لاہور میں منعقدہ تقریب سے خطاب کرتے ہوئے رہنماؤں نے کہا کہ ملک میں سیاسی استحکام کے بغیر معاشی ترقی ممکن نہیں، تمام جماعتوں کو قومی مفاد میں اکٹھا ہونا ہوگا۔ شرکاء میں چوہدری محمد اسلم، رانا محمد اقبال، ملک عبدالرحمن، حاجی محمد ارشد، میاں محمد اشرف، سید علی رضا، محمد عارف خان اور دیگر شامل تھے۔ تقریب کے اختتام پر ملکی سلامتی اور ترقی کے لیے خصوصی دعا کی گئی۔ لاہور میں منعقدہ تقریب سے خطاب کرتے ہوئے رہنماؤں نے کہا کہ ملک میں سیاسی استحکام کے بغیر معاشی ترقی ممکن نہیں، تمام جماعتوں کو قومی مفاد میں اکٹھا ہونا ہوگا۔ شرکاء میں چوہدری محمد اسلم، رانا محمد اقبال، ملک عبدالرحمن، حاجی محمد ارشد، میاں محمد اشرف، سید علی رضا، محمد عارف خان اور دیگر شامل تھے۔ تقریب کے اختتام پر ملکی سلامتی اور ترقی کے لیے خصوصی دعا کی گئی۔ لاہور میں منعقدہ تقریب سے خطاب کرتے ہوئے رہنماؤں نے کہا کہ ملک میں سیاسی استحکام کے بغیر معاشی ترقی ممکن نہیں، تمام جماعتوں کو قومی مفاد میں اکٹھا ہونا ہوگا۔ شرکاء میں چوہدری محمد اسلم، رانا محمد اقبال، ملک عبدالرحمن، حاجی محمد ارشد، میاں محمد اشرف، سید علی رضا، محمد عارف خان اور دیگر شامل تھے۔ تقریب کے اختتام پر ملکی سلامتی اور ترقی کے لیے خصوصی دعا کی گئی۔ لاہور میں منعقدہ تقریب سے خطاب کرتے ہوئے رہنماؤں نے کہا کہ ملک میں سیاسی استحکام کے بغیر معاشی ترقی ممکن نہیں، تمام جماعتوں کو قومی مفاد میں اکٹھا ہونا ہوگا۔ شرکاء میں چوہدری محمد اسلم، رانا محمد اقبال، ملک عبدالرحمن، حاجی محمد ارشد، میاں محمد اشرف، سید علی رضا، محمد عارف خان اور دیگر شامل تھے۔ تقریب کے اختتام پر ملکی سلامتی اور ترقی کے لیے خصوصی دعا کی گئی۔ لاہور میں منعقدہ تقریب سے خطاب کرتے ہوئے رہنماؤں نے کہا کہ ملک میں سیاسی استحکام کے بغیر معاشی ترقی ممکن نہیں، تمام جماعتوں کو قومی مفاد میں اکٹھا ہونا ہوگا۔ شرکاء میں چوہدری محمد اسلم، رانا محمد اقبال، ملک عبدالرحمن، حاجی محمد ارشد، میاں محمد اشرف، سید علی رضا، محمد عارف خان اور دیگر شامل تھے۔ تقریب کے اختتام پر ملکی سلامتی اور ترقی کے لیے خصوصی دعا کی گئی۔ لاہور میں منعقدہ تقریب سے خطاب کرتے ہوئے رہنماؤں نے کہا کہ ملک میں سیاسی استحکام کے بغیر معاشی ترقی ممکن نہیں، تمام جماعتوں کو قومی مفاد میں اکٹھا ہونا ہوگا۔ شرکاء میں چوہدری محمد اسلم، رانا محمد اقبال، ملک عبدالرحمن، حاجی محمد ارشد، میاں محمد اشرف، سید علی رضا، محمد عارف خان اور دیگر شامل تھے۔ تقریب کے اختتام پر ملکی سلامتی اور ترقی کے لیے خصوصی دعا کی گئی۔ لاہور میں منعقدہ تقریب سے خطاب کرتے ہوئے رہنماؤں نے کہا کہ ملک میں سیاسی استحکام کے بغیر معاشی ترقی ممکن نہیں، تمام جماعتوں کو قومی مفاد میں اکٹھا ہونا ہوگا۔ شرکاء میں چوہدری محمد اسلم، رانا محمد اقبال، ملک عبدالرحمن، حاجی محمد ارشد، میاں محمد اشرف، سید علی رضا، محمد عارف خان اور دیگر شامل تھے۔ تقریب کے اختتام پر ملکی سلامتی اور ترقی کے لیے خصوصی دعا کی گئی۔ لاہور میں منعقدہ تقریب سے خطاب کرتے ہوئے رہنماؤں نے کہا کہ ملک میں سیاسی استحکام کے بغیر معاشی ترقی ممکن نہیں، تمام جماعتوں کو قومی مفاد میں اکٹھا ہونا ہوگا۔ شرکاء میں چوہدری محمد اسلم، رانا محمد اقبال، ملک عبدالرحمن، حاجی محمد ارشد، میاں محمد اشرف، سید علی رضا، محمد عارف خان اور دیگر شامل تھے۔ تقریب کے اختتام پر ملکی سلامتی اور ترقی کے لیے خصوصی دعا کی گئی۔ xyxy=(217,9,316,1284)
section-title: ☆ چار نیوز ☆ xyxy=(450,1088,500,1097)
news-item-number: 17 xyxy=(831,1180,846,1189)
news-column-2 xyxy=(634,9,744,1548)
news-story: لاہور میں منعقدہ تقریب سے خطاب کرتے ہوئے رہنماؤں نے کہا کہ ملک میں سیاسی استحکام کے بغیر معاشی ترقی ممکن نہیں، تمام جماعتوں کو قومی مفاد میں اکٹھا ہونا ہوگا۔ شرکاء میں چوہدری محمد اسلم، رانا محمد اقبال، ملک عبدالرحمن، حاجی محمد ارشد، میاں محمد اشرف، سید علی رضا، محمد عارف خان اور دیگر شامل تھے۔ تقریب کے اختتام پر ملکی سلامتی اور ترقی کے لیے خصوصی دعا کی گئی۔ لاہور میں منعقدہ تقریب سے خطاب کرتے ہوئے رہنماؤں نے کہا کہ ملک میں سیاسی استحکام کے بغیر معاشی ترقی ممکن نہیں، تمام جماعتوں کو قومی مفاد میں اکٹھا ہونا ہوگا۔ شرکاء میں چوہدری محمد اسلم، رانا محمد اقبال، ملک عبدالرحمن، حاجی محمد ارشد، میاں محمد اشرف، سید علی رضا، محمد عارف خان اور دیگر شامل تھے۔ تقریب کے اختتام پر ملکی سلامتی اور ترقی کے لیے خصوصی دعا کی گئی۔ لاہور میں منعقدہ تقریب سے خطاب کرتے ہوئے رہنماؤں نے کہا کہ ملک میں سیاسی استحکام کے بغیر معاشی ترقی ممکن نہیں، تمام جماعتوں کو قومی مفاد میں اکٹھا ہونا ہوگا۔ شرکاء میں چوہدری محمد اسلم، رانا محمد اقبال، ملک عبدالرحمن، حاجی محمد ارشد، میاں محمد اشرف، سید علی رضا، محمد عارف خان اور دیگر شامل تھے۔ تقریب کے اختتام پر ملکی سلامتی اور ترقی کے لیے خصوصی دعا کی گئی۔ لاہور میں منعقدہ تقریب سے خطاب کرتے ہوئے رہنماؤں نے کہا کہ ملک میں سیاسی استحکام کے بغیر معاشی ترقی ممکن نہیں، تمام جماعتوں کو قومی مفاد میں اکٹھا ہونا ہوگا۔ شرکاء میں چوہدری محمد اسلم، رانا محمد اقبال، ملک عبدالرحمن، حاجی محمد ارشد، میاں محمد اشرف، سید علی رضا، محمد عارف خان اور دیگر شامل تھے۔ تقریب کے اختتام پر ملکی سلامتی اور ترقی کے لیے خصوصی دعا کی گئی۔ لاہور میں منعقدہ تقریب سے خطاب کرتے ہوئے رہنماؤں نے کہا کہ ملک میں سیاسی استحکام کے بغیر معاشی ترقی ممکن نہیں، تمام جماعتوں کو قومی مفاد میں اکٹھا ہونا ہوگا۔ شرکاء میں چوہدری محمد اسلم، رانا محمد اقبال، ملک عبدالرحمن، حاجی محمد ارشد، میاں محمد اشرف، سید علی رضا، محمد عارف خان اور دیگر شامل تھے۔ تقریب کے اختتام پر ملکی سلامتی اور ترقی کے لیے خصوصی دعا کی گئی۔ لاہور میں منعقدہ تقریب سے خطاب کرتے ہوئے رہنماؤں نے کہا کہ ملک میں سیاسی استحکام کے بغیر معاشی ترقی ممکن نہیں، تمام جماعتوں کو قومی مفاد میں اکٹھا ہونا ہوگا۔ شرکاء میں چوہدری محمد اسلم، رانا محمد اقبال، ملک عبدالرحمن، حاجی محمد ارشد، میاں محمد اشرف، سید علی رضا، محمد عارف خان اور دیگر شامل تھے۔ تقریب کے اختتام پر ملکی سلامتی اور ترقی کے لیے خصوصی دعا کی گئی۔ لاہور میں منعقدہ تقریب سے خطاب کرتے ہوئے رہنماؤں نے کہا کہ ملک میں سیاسی استحکام کے بغیر معاشی ترقی ممکن نہیں، تمام جماعتوں کو قومی مفاد میں اکٹھا ہونا ہوگا۔ شرکاء میں چوہدری محمد اسلم، رانا محمد اقبال، ملک عبدالرحمن، حاجی محمد ارشد، میاں محمد اشرف، سید علی رضا، محمد عارف خان اور دیگر شامل تھے۔ تقریب کے اختتام پر ملکی سلامتی اور ترقی کے لیے خصوصی دعا کی گئی۔ لاہور میں منعقدہ تقریب سے خطاب کرتے ہوئے رہنماؤں نے کہا کہ ملک میں سیاسی استحکام کے بغیر معاشی ترقی ممکن نہیں، تمام جماعتوں کو قومی مفاد میں اکٹھا ہونا ہوگا۔ شرکاء میں چوہدری محمد اسلم، رانا محمد اقبال، ملک عبدالرحمن، حاجی محمد ارشد، میاں محمد اشرف، سید علی رضا، محمد عارف خان اور دیگر شامل تھے۔ تقریب کے اختتام پر ملکی سلامتی اور ترقی کے لیے خصوصی دعا کی گئی۔ لاہور میں منعقدہ تقریب سے خطاب کرتے ہوئے رہنماؤں نے کہا کہ ملک میں سیاسی استحکام کے بغیر معاشی ترقی ممکن نہیں، تمام جماعتوں کو قومی مفاد میں اکٹھا ہونا ہوگا۔ شرکاء میں چوہدری محمد اسلم، رانا محمد اقبال، ملک عبدالرحمن، حاجی محمد ارشد، میاں محمد اشرف، سید علی رضا، محمد عارف خان اور دیگر شامل تھے۔ تقریب کے اختتام پر ملکی سلامتی اور ترقی کے لیے خصوصی دعا کی گئی۔ لاہور میں منعقدہ تقریب سے خطاب کرتے ہوئے رہنماؤں نے کہا کہ ملک میں سیاسی استحکام کے بغیر معاشی ترقی ممکن نہیں، تمام جماعتوں کو قومی مفاد میں اکٹھا ہونا ہوگا۔ شرکاء میں چوہدری محمد اسلم، رانا محمد اقبال، ملک عبدالرحمن، حاجی محمد ارشد، میاں محمد اشرف، سید علی رضا، محمد عارف خان اور دیگر شامل تھے۔ تقریب کے اختتام پر ملکی سلامتی اور ترقی کے لیے خصوصی دعا کی گئی۔ لاہور میں منعقدہ تقریب سے خطاب کرتے ہوئے رہنماؤں نے کہا کہ ملک میں سیاسی استحکام کے بغیر معاشی ترقی ممکن نہیں، تمام جماعتوں کو قومی مفاد میں اکٹھا ہونا ہوگا۔ شرکاء میں چوہدری محمد اسلم، رانا محمد اقبال، ملک عبدالرحمن، حاجی محمد ارشد، میاں محمد اشرف، سید علی رضا، محمد عارف خان اور دیگر شامل تھے۔ تقریب کے اختتام پر ملکی سلامتی اور ترقی کے لیے خصوصی دعا کی گئی۔ لاہور میں منعقدہ تقریب سے خطاب کرتے ہوئے رہنماؤں نے کہا کہ ملک میں سیاسی استحکام کے بغیر معاشی ترقی ممکن نہیں، تمام جماعتوں کو قومی مفاد میں اکٹھا ہونا ہوگا۔ شرکاء میں چوہدری محمد اسلم، رانا محمد اقبال، ملک عبدالرحمن، حاجی محمد ارشد، میاں محمد اشرف، سید علی رضا، محمد عارف خان اور دیگر شامل تھے۔ تقریب کے اختتام پر ملکی سلامتی اور ترقی کے لیے خصوصی دعا کی گئی۔ لاہور میں منعقدہ تقریب سے خطاب کرتے ہوئے رہنماؤں نے کہا کہ ملک میں سیاسی استحکام کے بغیر معاشی ترقی ممکن نہیں، تمام جماعتوں کو قومی مفاد میں اکٹھا ہونا ہوگا۔ شرکاء میں چوہدری محمد اسلم، رانا محمد اقبال، ملک عبدالرحمن، حاجی محمد ارشد، میاں محمد اشرف، سید علی رضا، محمد عارف خان اور دیگر شامل تھے۔ تقریب کے اختتام پر ملکی سلامتی اور ترقی کے لیے خصوصی دعا کی گئی۔ لاہور میں منعقدہ تقریب سے خطاب کرتے ہوئے رہنماؤں نے کہا کہ ملک میں سیاسی استحکام کے بغیر معاشی ترقی ممکن نہیں، تمام جماعتوں کو قومی مفاد میں اکٹھا ہونا ہوگا۔ شرکاء میں چوہدری محمد اسلم، رانا محمد اقبال، ملک عبدالرحمن، حاجی محمد ارشد، میاں محمد اشرف، سید علی رضا، محمد عارف خان اور دیگر شامل تھے۔ تقریب کے اختتام پر ملکی سلامتی اور ترقی کے لیے خصوصی دعا کی گئی۔ xyxy=(3,1284,103,2544)
news-story: وزیراعظم شہباز شریف نے کہا ہے کہ ملکی معیشت کی بہتری کے لیے حکومت دن رات کام کر رہی ہے اور عوام کو جلد ریلیف فراہم کیا جائے گا۔ انہوں نے کہا کہ پاکستان کی ترقی کے لیے سب کو مل کر کام کرنا ہوگا۔ وزیراعظم شہباز شریف نے کہا ہے کہ ملکی معیشت کی بہتری کے لیے حکومت دن رات کام کر رہی ہے اور عوام کو جلد ریلیف فراہم کیا جائے گا۔ انہوں نے کہا کہ پاکستان کی ترقی کے لیے سب کو مل کر کام کرنا ہوگا۔ وزیراعظم شہباز شریف نے کہا ہے کہ ملکی معیشت کی بہتری کے لیے حکومت دن رات کام کر رہی ہے اور عوام کو جلد ریلیف فراہم کیا جائے گا۔ انہوں نے کہا کہ پاکستان کی ترقی کے لیے سب کو مل کر کام کرنا ہوگا۔ xyxy=(637,25,741,179)
section-logo: چ xyxy=(429,371,440,380)
section-logo: چ xyxy=(749,1180,760,1189)
news-item-header xyxy=(748,668,846,680)
section-logo: چ xyxy=(749,596,760,605)
section-title: ☆ چار نیوز ☆ xyxy=(450,729,500,738)
section-logo: چ xyxy=(638,868,648,877)
section-title: ☆ چار نیوز ☆ xyxy=(662,12,712,21)
section-title: ☆ چار نیوز ☆ xyxy=(450,191,500,200)
section-title: ☆ چار نیوز ☆ xyxy=(770,1107,820,1116)
news-story: وزیراعظم شہباز شریف نے کہا ہے کہ ملکی معیشت کی بہتری کے لیے حکومت دن رات کام کر رہی ہے اور عوام کو جلد ریلیف فراہم کیا جائے گا۔ انہوں نے کہا کہ پاکستان کی ترقی کے لیے سب کو مل کر کام کرنا ہوگا۔ xyxy=(748,244,846,300)
news-column-8 xyxy=(0,9,106,2544)
news-item-header xyxy=(748,1179,846,1190)
news-item-number: 1 xyxy=(835,12,846,21)
section-title: ☆ چار نیوز ☆ xyxy=(770,961,820,970)
section-logo: چ xyxy=(749,742,760,751)
news-story: وزیراعظم شہباز شریف نے کہا ہے کہ ملکی معیشت کی بہتری کے لیے حکومت دن رات کام کر رہی ہے اور عوام کو جلد ریلیف فراہم کیا جائے گا۔ انہوں نے کہا کہ پاکستان کی ترقی کے لیے سب کو مل کر کام کرنا ہوگا۔ وزیراعظم شہباز شریف نے کہا ہے کہ ملکی معیشت کی بہتری کے لیے حکومت دن رات کام کر رہی ہے اور عوام کو جلد ریلیف فراہم کیا جائے گا۔ انہوں نے کہا کہ پاکستان کی ترقی کے لیے سب کو مل کر کام کرنا ہوگا۔ وزیراعظم شہباز شریف نے کہا ہے کہ ملکی معیشت کی بہتری کے لیے حکومت دن رات کام کر رہی ہے اور عوام کو جلد ریلیف فراہم کیا جائے گا۔ انہوں نے کہا کہ پاکستان کی ترقی کے لیے سب کو مل کر کام کرنا ہوگا۔ xyxy=(637,1223,741,1377)
section-logo: چ xyxy=(749,231,760,240)
section-title: ☆ چار نیوز ☆ xyxy=(450,12,500,21)
news-item-header xyxy=(428,190,526,202)
news-story: وزیراعظم شہباز شریف نے کہا ہے کہ ملکی معیشت کی بہتری کے لیے حکومت دن رات کام کر رہی ہے اور عوام کو جلد ریلیف فراہم کیا جائے گا۔ انہوں نے کہا کہ پاکستان کی ترقی کے لیے سب کو مل کر کام کرنا ہوگا۔ xyxy=(748,974,846,1030)
section-title: ☆ چار نیوز ☆ xyxy=(773,158,823,167)
news-item-number: 18 xyxy=(726,12,741,21)
section-title: ☆ چار نیوز ☆ xyxy=(555,12,604,21)
news-item-header xyxy=(748,595,846,607)
news-item-header xyxy=(428,728,526,740)
news-story: وزیراعظم شہباز شریف نے کہا ہے کہ ملکی معیشت کی بہتری کے لیے حکومت دن رات کام کر رہی ہے اور عوام کو جلد ریلیف فراہم کیا جائے گا۔ انہوں نے کہا کہ پاکستان کی ترقی کے لیے سب کو مل کر کام کرنا ہوگا۔ وزیراعظم شہباز شریف نے کہا ہے کہ ملکی معیشت کی بہتری کے لیے حکومت دن رات کام کر رہی ہے اور عوام کو جلد ریلیف فراہم کیا جائے گا۔ انہوں نے کہا کہ پاکستان کی ترقی کے لیے سب کو مل کر کام کرنا ہوگا۔ وزیراعظم شہباز شریف نے کہا ہے کہ ملکی معیشت کی بہتری کے لیے حکومت دن رات کام کر رہی ہے اور عوام کو جلد ریلیف فراہم کیا جائے گا۔ انہوں نے کہا کہ پاکستان کی ترقی کے لیے سب کو مل کر کام کرنا ہوگا۔ xyxy=(637,881,741,1035)
news-story: وزیراعظم شہباز شریف نے کہا ہے کہ ملکی معیشت کی بہتری کے لیے حکومت دن رات کام کر رہی ہے اور عوام کو جلد ریلیف فراہم کیا جائے گا۔ انہوں نے کہا کہ پاکستان کی ترقی کے لیے سب کو مل کر کام کرنا ہوگا۔ وزیراعظم شہباز شریف نے کہا ہے کہ ملکی معیشت کی بہتری کے لیے حکومت دن رات کام کر رہی ہے اور عوام کو جلد ریلیف فراہم کیا جائے گا۔ انہوں نے کہا کہ پاکستان کی ترقی کے لیے سب کو مل کر کام کرنا ہوگا۔ وزیراعظم شہباز شریف نے کہا ہے کہ ملکی معیشت کی بہتری کے لیے حکومت دن رات کام کر رہی ہے اور عوام کو جلد ریلیف فراہم کیا جائے گا۔ انہوں نے کہا کہ پاکستان کی ترقی کے لیے سب کو مل کر کام کرنا ہوگا۔ xyxy=(637,196,741,350)
news-story: لاہور میں منعقدہ تقریب سے خطاب کرتے ہوئے رہنماؤں نے کہا کہ ملک میں سیاسی استحکام کے بغیر معاشی ترقی ممکن نہیں، تمام جماعتوں کو قومی مفاد میں اکٹھا ہونا ہوگا۔ شرکاء میں چوہدری محمد اسلم، رانا محمد اقبال، ملک عبدالرحمن، حاجی محمد ارشد، میاں محمد اشرف، سید علی رضا، محمد عارف خان اور دیگر شامل تھے۔ تقریب کے اختتام پر ملکی سلامتی اور ترقی کے لیے خصوصی دعا کی گئی۔ لاہور میں منعقدہ تقریب سے خطاب کرتے ہوئے رہنماؤں نے کہا کہ ملک میں سیاسی استحکام کے بغیر معاشی ترقی ممکن نہیں، تمام جماعتوں کو قومی مفاد میں اکٹھا ہونا ہوگا۔ شرکاء میں چوہدری محمد اسلم، رانا محمد اقبال، ملک عبدالرحمن، حاجی محمد ارشد، میاں محمد اشرف، سید علی رضا، محمد عارف خان اور دیگر شامل تھے۔ تقریب کے اختتام پر ملکی سلامتی اور ترقی کے لیے خصوصی دعا کی گئی۔ لاہور میں منعقدہ تقریب سے خطاب کرتے ہوئے رہنماؤں نے کہا کہ ملک میں سیاسی استحکام کے بغیر معاشی ترقی ممکن نہیں، تمام جماعتوں کو قومی مفاد میں اکٹھا ہونا ہوگا۔ شرکاء میں چوہدری محمد اسلم، رانا محمد اقبال، ملک عبدالرحمن، حاجی محمد ارشد، میاں محمد اشرف، سید علی رضا، محمد عارف خان اور دیگر شامل تھے۔ تقریب کے اختتام پر ملکی سلامتی اور ترقی کے لیے خصوصی دعا کی گئی۔ لاہور میں منعقدہ تقریب سے خطاب کرتے ہوئے رہنماؤں نے کہا کہ ملک میں سیاسی استحکام کے بغیر معاشی ترقی ممکن نہیں، تمام جماعتوں کو قومی مفاد میں اکٹھا ہونا ہوگا۔ شرکاء میں چوہدری محمد اسلم، رانا محمد اقبال، ملک عبدالرحمن، حاجی محمد ارشد، میاں محمد اشرف، سید علی رضا، محمد عارف خان اور دیگر شامل تھے۔ تقریب کے اختتام پر ملکی سلامتی اور ترقی کے لیے خصوصی دعا کی گئی۔ لاہور میں منعقدہ تقریب سے خطاب کرتے ہوئے رہنماؤں نے کہا کہ ملک میں سیاسی استحکام کے بغیر معاشی ترقی ممکن نہیں، تمام جماعتوں کو قومی مفاد میں اکٹھا ہونا ہوگا۔ شرکاء میں چوہدری محمد اسلم، رانا محمد اقبال، ملک عبدالرحمن، حاجی محمد ارشد، میاں محمد اشرف، سید علی رضا، محمد عارف خان اور دیگر شامل تھے۔ تقریب کے اختتام پر ملکی سلامتی اور ترقی کے لیے خصوصی دعا کی گئی۔ لاہور میں منعقدہ تقریب سے خطاب کرتے ہوئے رہنماؤں نے کہا کہ ملک میں سیاسی استحکام کے بغیر معاشی ترقی ممکن نہیں، تمام جماعتوں کو قومی مفاد میں اکٹھا ہونا ہوگا۔ شرکاء میں چوہدری محمد اسلم، رانا محمد اقبال، ملک عبدالرحمن، حاجی محمد ارشد، میاں محمد اشرف، سید علی رضا، محمد عارف خان اور دیگر شامل تھے۔ تقریب کے اختتام پر ملکی سلامتی اور ترقی کے لیے خصوصی دعا کی گئی۔ لاہور میں منعقدہ تقریب سے خطاب کرتے ہوئے رہنماؤں نے کہا کہ ملک میں سیاسی استحکام کے بغیر معاشی ترقی ممکن نہیں، تمام جماعتوں کو قومی مفاد میں اکٹھا ہونا ہوگا۔ شرکاء میں چوہدری محمد اسلم، رانا محمد اقبال، ملک عبدالرحمن، حاجی محمد ارشد، میاں محمد اشرف، سید علی رضا، محمد عارف خان اور دیگر شامل تھے۔ تقریب کے اختتام پر ملکی سلامتی اور ترقی کے لیے خصوصی دعا کی گئی۔ لاہور میں منعقدہ تقریب سے خطاب کرتے ہوئے رہنماؤں نے کہا کہ ملک میں سیاسی استحکام کے بغیر معاشی ترقی ممکن نہیں، تمام جماعتوں کو قومی مفاد میں اکٹھا ہونا ہوگا۔ شرکاء میں چوہدری محمد اسلم، رانا محمد اقبال، ملک عبدالرحمن، حاجی محمد ارشد، میاں محمد اشرف، سید علی رضا، محمد عارف خان اور دیگر شامل تھے۔ تقریب کے اختتام پر ملکی سلامتی اور ترقی کے لیے خصوصی دعا کی گئی۔ لاہور میں منعقدہ تقریب سے خطاب کرتے ہوئے رہنماؤں نے کہا کہ ملک میں سیاسی استحکام کے بغیر معاشی ترقی ممکن نہیں، تمام جماعتوں کو قومی مفاد میں اکٹھا ہونا ہوگا۔ شرکاء میں چوہدری محمد اسلم، رانا محمد اقبال، ملک عبدالرحمن، حاجی محمد ارشد، میاں محمد اشرف، سید علی رضا، محمد عارف خان اور دیگر شامل تھے۔ تقریب کے اختتام پر ملکی سلامتی اور ترقی کے لیے خصوصی دعا کی گئی۔ لاہور میں منعقدہ تقریب سے خطاب کرتے ہوئے رہنماؤں نے کہا کہ ملک میں سیاسی استحکام کے بغیر معاشی ترقی ممکن نہیں، تمام جماعتوں کو قومی مفاد میں اکٹھا ہونا ہوگا۔ شرکاء میں چوہدری محمد اسلم، رانا محمد اقبال، ملک عبدالرحمن، حاجی محمد ارشد، میاں محمد اشرف، سید علی رضا، محمد عارف خان اور دیگر شامل تھے۔ تقریب کے اختتام پر ملکی سلامتی اور ترقی کے لیے خصوصی دعا کی گئی۔ لاہور میں منعقدہ تقریب سے خطاب کرتے ہوئے رہنماؤں نے کہا کہ ملک میں سیاسی استحکام کے بغیر معاشی ترقی ممکن نہیں، تمام جماعتوں کو قومی مفاد میں اکٹھا ہونا ہوگا۔ شرکاء میں چوہدری محمد اسلم، رانا محمد اقبال، ملک عبدالرحمن، حاجی محمد ارشد، میاں محمد اشرف، سید علی رضا، محمد عارف خان اور دیگر شامل تھے۔ تقریب کے اختتام پر ملکی سلامتی اور ترقی کے لیے خصوصی دعا کی گئی۔ لاہور میں منعقدہ تقریب سے خطاب کرتے ہوئے رہنماؤں نے کہا کہ ملک میں سیاسی استحکام کے بغیر معاشی ترقی ممکن نہیں، تمام جماعتوں کو قومی مفاد میں اکٹھا ہونا ہوگا۔ شرکاء میں چوہدری محمد اسلم، رانا محمد اقبال، ملک عبدالرحمن، حاجی محمد ارشد، میاں محمد اشرف، سید علی رضا، محمد عارف خان اور دیگر شامل تھے۔ تقریب کے اختتام پر ملکی سلامتی اور ترقی کے لیے خصوصی دعا کی گئی۔ لاہور میں منعقدہ تقریب سے خطاب کرتے ہوئے رہنماؤں نے کہا کہ ملک میں سیاسی استحکام کے بغیر معاشی ترقی ممکن نہیں، تمام جماعتوں کو قومی مفاد میں اکٹھا ہونا ہوگا۔ شرکاء میں چوہدری محمد اسلم، رانا محمد اقبال، ملک عبدالرحمن، حاجی محمد ارشد، میاں محمد اشرف، سید علی رضا، محمد عارف خان اور دیگر شامل تھے۔ تقریب کے اختتام پر ملکی سلامتی اور ترقی کے لیے خصوصی دعا کی گئی۔ لاہور میں منعقدہ تقریب سے خطاب کرتے ہوئے رہنماؤں نے کہا کہ ملک میں سیاسی استحکام کے بغیر معاشی ترقی ممکن نہیں، تمام جماعتوں کو قومی مفاد میں اکٹھا ہونا ہوگا۔ شرکاء میں چوہدری محمد اسلم، رانا محمد اقبال، ملک عبدالرحمن، حاجی محمد ارشد، میاں محمد اشرف، سید علی رضا، محمد عارف خان اور دیگر شامل تھے۔ تقریب کے اختتام پر ملکی سلامتی اور ترقی کے لیے خصوصی دعا کی گئی۔ xyxy=(110,9,210,1268)
news-story: وزیراعظم شہباز شریف نے کہا ہے کہ ملکی معیشت کی بہتری کے لیے حکومت دن رات کام کر رہی ہے اور عوام کو جلد ریلیف فراہم کیا جائے گا۔ انہوں نے کہا کہ پاکستان کی ترقی کے لیے سب کو مل کر کام کرنا ہوگا۔ وزیراعظم شہباز شریف نے کہا ہے کہ ملکی معیشت کی بہتری کے لیے حکومت دن رات کام کر رہی ہے اور عوام کو جلد ریلیف فراہم کیا جائے گا۔ انہوں نے کہا کہ پاکستان کی ترقی کے لیے سب کو مل کر کام کرنا ہوگا۔ وزیراعظم شہباز شریف نے کہا ہے کہ ملکی معیشت کی بہتری کے لیے حکومت دن رات کام کر رہی ہے اور عوام کو جلد ریلیف فراہم کیا جائے گا۔ انہوں نے کہا کہ پاکستان کی ترقی کے لیے سب کو مل کر کام کرنا ہوگا۔ xyxy=(637,367,741,522)
section-logo: چ xyxy=(534,729,545,739)
section-logo: چ xyxy=(638,12,648,21)
section-title: ☆ چار نیوز ☆ xyxy=(773,596,823,605)
news-story: وزیراعظم شہباز شریف نے کہا ہے کہ ملکی معیشت کی بہتری کے لیے حکومت دن رات کام کر رہی ہے اور عوام کو جلد ریلیف فراہم کیا جائے گا۔ انہوں نے کہا کہ پاکستان کی ترقی کے لیے سب کو مل کر کام کرنا ہوگا۔ وزیراعظم شہباز شریف نے کہا ہے کہ ملکی معیشت کی بہتری کے لیے حکومت دن رات کام کر رہی ہے اور عوام کو جلد ریلیف فراہم کیا جائے گا۔ انہوں نے کہا کہ پاکستان کی ترقی کے لیے سب کو مل کر کام کرنا ہوگا۔ وزیراعظم شہباز شریف نے کہا ہے کہ ملکی معیشت کی بہتری کے لیے حکومت دن رات کام کر رہی ہے اور عوام کو جلد ریلیف فراہم کیا جائے گا۔ انہوں نے کہا کہ پاکستان کی ترقی کے لیے سب کو مل کر کام کرنا ہوگا۔ xyxy=(533,742,630,905)
news-item-number: 9 xyxy=(835,596,846,605)
news-item-number: 6 xyxy=(835,377,846,386)
section-title: ☆ چار نیوز ☆ xyxy=(26,1272,75,1281)
news-story: وزیراعظم شہباز شریف نے کہا ہے کہ ملکی معیشت کی بہتری کے لیے حکومت دن رات کام کر رہی ہے اور عوام کو جلد ریلیف فراہم کیا جائے گا۔ انہوں نے کہا کہ پاکستان کی ترقی کے لیے سب کو مل کر کام کرنا ہوگا۔ وزیراعظم شہباز شریف نے کہا ہے کہ ملکی معیشت کی بہتری کے لیے حکومت دن رات کام کر رہی ہے اور عوام کو جلد ریلیف فراہم کیا جائے گا۔ انہوں نے کہا کہ پاکستان کی ترقی کے لیے سب کو مل کر کام کرنا ہوگا۔ وزیراعظم شہباز شریف نے کہا ہے کہ ملکی معیشت کی بہتری کے لیے حکومت دن رات کام کر رہی ہے اور عوام کو جلد ریلیف فراہم کیا جائے گا۔ انہوں نے کہا کہ پاکستان کی ترقی کے لیے سب کو مل کر کام کرنا ہوگا۔ xyxy=(428,384,526,546)
section-title: ☆ چار نیوز ☆ xyxy=(555,191,604,200)
news-item-header xyxy=(428,1087,526,1099)
news-story: وزیراعظم شہباز شریف نے کہا ہے کہ ملکی معیشت کی بہتری کے لیے حکومت دن رات کام کر رہی ہے اور عوام کو جلد ریلیف فراہم کیا جائے گا۔ انہوں نے کہا کہ پاکستان کی ترقی کے لیے سب کو مل کر کام کرنا ہوگا۔ xyxy=(748,682,846,738)
news-item-header xyxy=(533,369,630,381)
section-logo: چ xyxy=(749,669,760,678)
news-item-number: 39 xyxy=(511,729,526,739)
news-story: وزیراعظم شہباز شریف نے کہا ہے کہ ملکی معیشت کی بہتری کے لیے حکومت دن رات کام کر رہی ہے اور عوام کو جلد ریلیف فراہم کیا جائے گا۔ انہوں نے کہا کہ پاکستان کی ترقی کے لیے سب کو مل کر کام کرنا ہوگا۔ xyxy=(748,463,846,519)
section-title: ☆ چار نیوز ☆ xyxy=(770,742,820,751)
news-item-header xyxy=(637,1209,741,1221)
news-item-number: 12 xyxy=(831,815,846,824)
